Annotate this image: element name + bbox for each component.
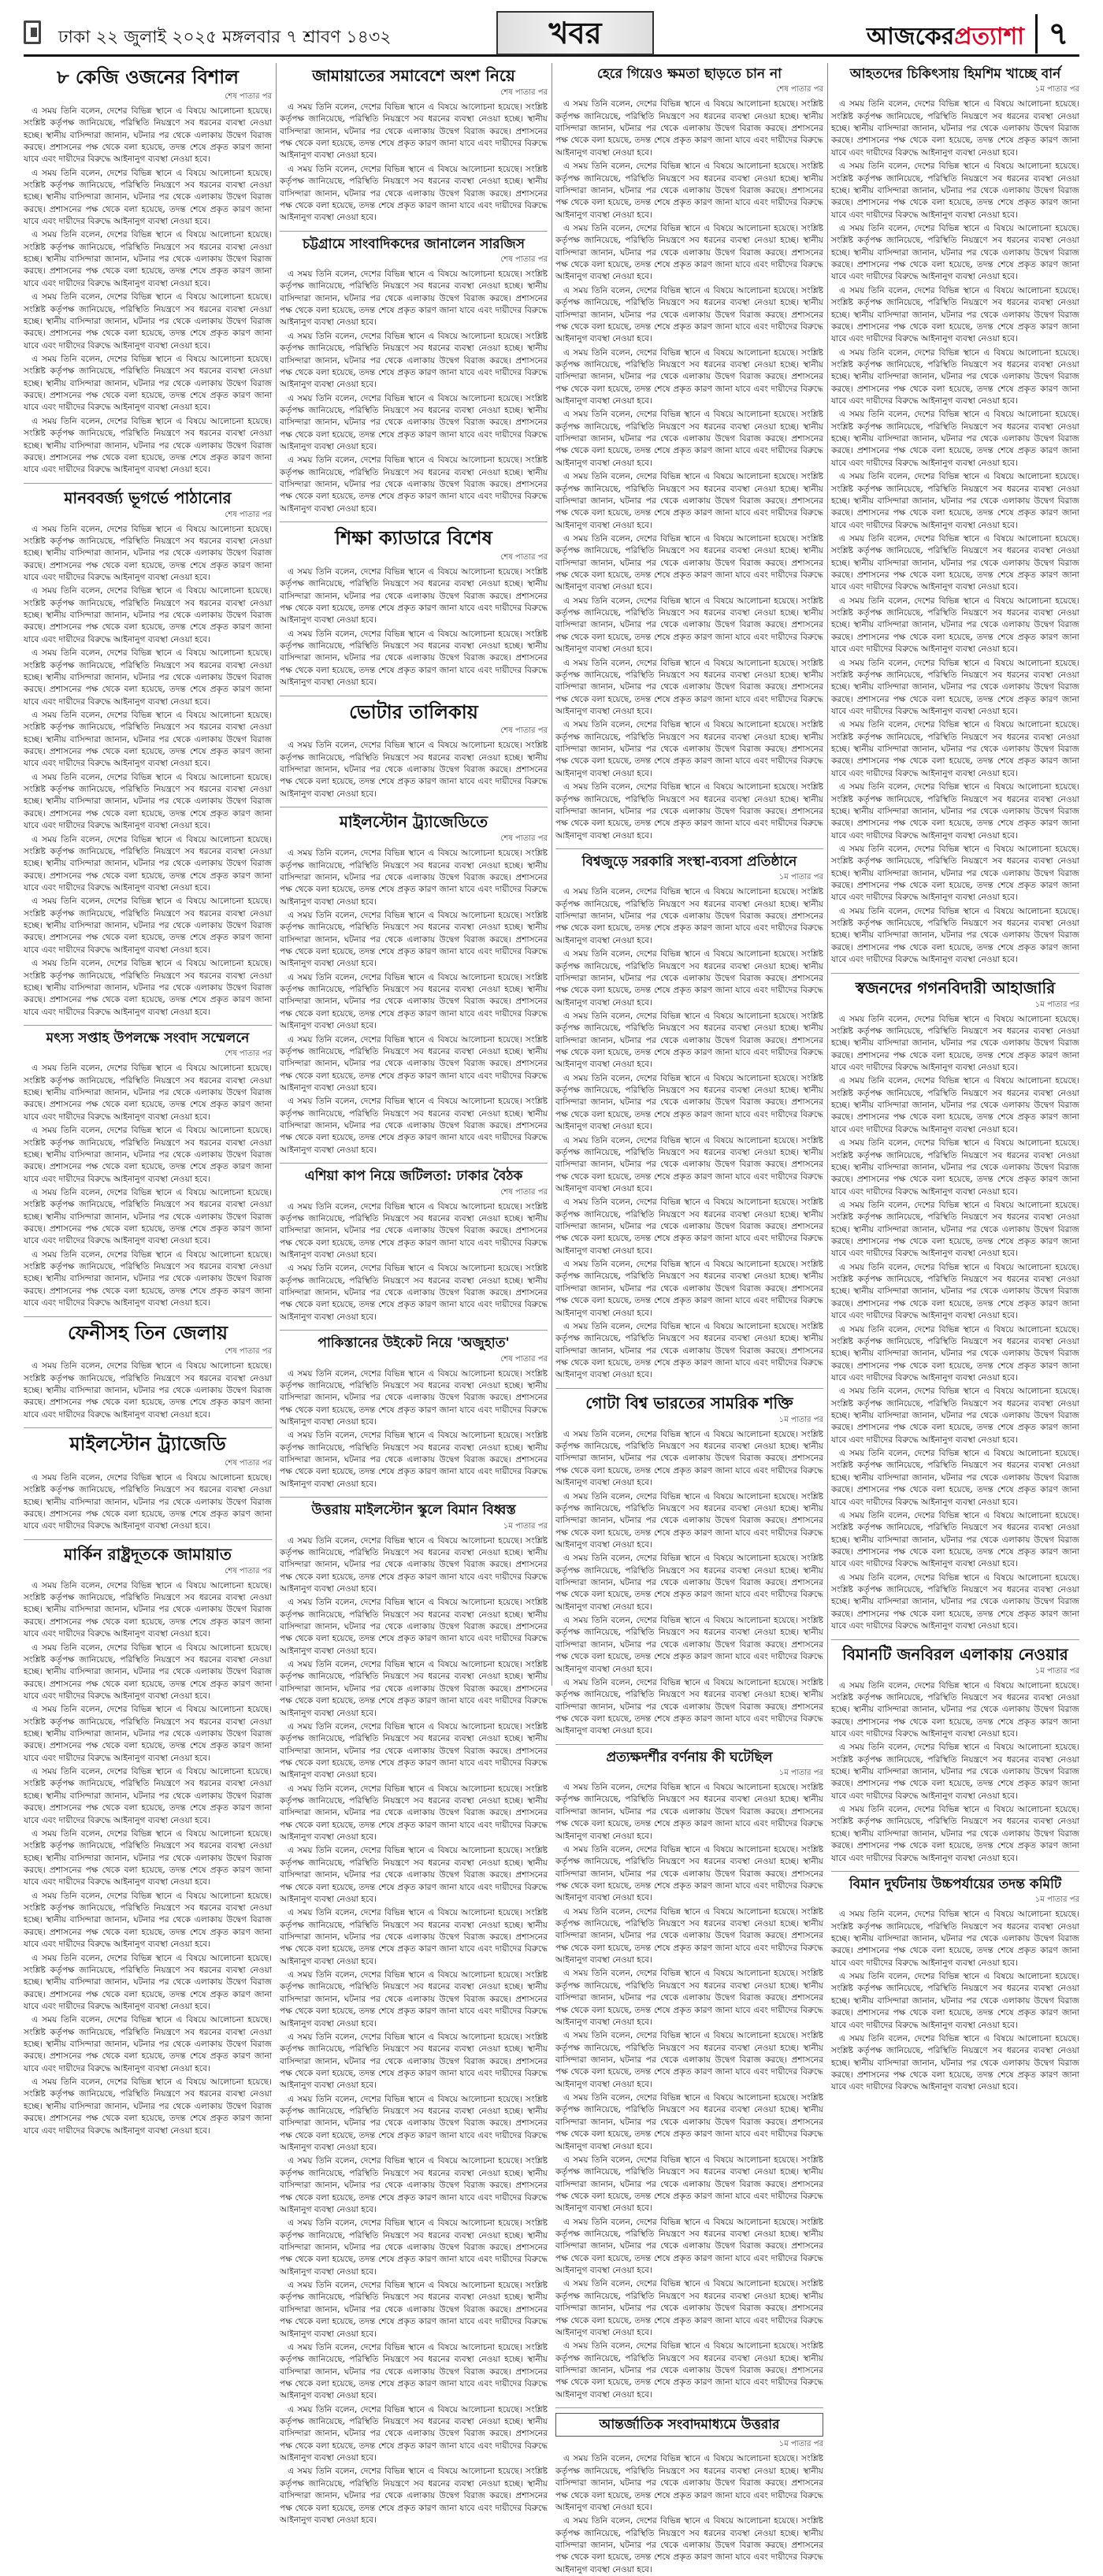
story-headline: ৮ কেজি ওজনের বিশাল	[56, 65, 240, 88]
story-separator	[24, 1539, 272, 1540]
story-paragraph: এ সময় তিনি বলেন, দেশের বিভিন্ন স্থানে এ বিষয়ে আলোচনা হয়েছে। সংশ্লিষ্ট কর্তৃপক্ষ জানিয়েছে, পরিস্থিতি নিয়ন্ত্রণে সব ধরনের ব্যবস্থা নেওয়া হচ্ছে। স্থানীয় বাসিন্দারা জানান, ঘটনার পর থেকে এলাকায় উদ্বেগ বিরাজ করছে। প্রশাসনের পক্ষ থেকে বলা হয়েছে, তদন্ত শেষে প্রকৃত কারণ জানা যাবে এবং দায়ীদের বিরুদ্ধে আইনানুগ ব্যবস্থা নেওয়া হবে।	[24, 1580, 272, 1639]
story-body	[555, 98, 823, 842]
column-2	[280, 63, 548, 2525]
story-paragraph: এ সময় তিনি বলেন, দেশের বিভিন্ন স্থানে এ বিষয়ে আলোচনা হয়েছে। সংশ্লিষ্ট কর্তৃপক্ষ জানিয়েছে, পরিস্থিতি নিয়ন্ত্রণে সব ধরনের ব্যবস্থা নেওয়া হচ্ছে। স্থানীয় বাসিন্দারা জানান, ঘটনার পর থেকে এলাকায় উদ্বেগ বিরাজ করছে। প্রশাসনের পক্ষ থেকে বলা হয়েছে, তদন্ত শেষে প্রকৃত কারণ জানা যাবে এবং দায়ীদের বিরুদ্ধে আইনানুগ ব্যবস্থা নেওয়া হবে।	[555, 1844, 823, 1903]
news-story	[831, 978, 1079, 1633]
story-paragraph: এ সময় তিনি বলেন, দেশের বিভিন্ন স্থানে এ বিষয়ে আলোচনা হয়েছে। সংশ্লিষ্ট কর্তৃপক্ষ জানিয়েছে, পরিস্থিতি নিয়ন্ত্রণে সব ধরনের ব্যবস্থা নেওয়া হচ্ছে। স্থানীয় বাসিন্দারা জানান, ঘটনার পর থেকে এলাকায় উদ্বেগ বিরাজ করছে। প্রশাসনের পক্ষ থেকে বলা হয়েছে, তদন্ত শেষে প্রকৃত কারণ জানা যাবে এবং দায়ীদের বিরুদ্ধে আইনানুগ ব্যবস্থা নেওয়া হবে।	[555, 1906, 823, 1965]
story-paragraph: এ সময় তিনি বলেন, দেশের বিভিন্ন স্থানে এ বিষয়ে আলোচনা হয়েছে। সংশ্লিষ্ট কর্তৃপক্ষ জানিয়েছে, পরিস্থিতি নিয়ন্ত্রণে সব ধরনের ব্যবস্থা নেওয়া হচ্ছে। স্থানীয় বাসিন্দারা জানান, ঘটনার পর থেকে এলাকায় উদ্বেগ বিরাজ করছে। প্রশাসনের পক্ষ থেকে বলা হয়েছে, তদন্ত শেষে প্রকৃত কারণ জানা যাবে এবং দায়ীদের বিরুদ্ধে আইনানুগ ব্যবস্থা নেওয়া হবে।	[831, 99, 1079, 158]
story-body	[24, 524, 272, 1019]
story-separator	[24, 1316, 272, 1317]
story-headline: হেরে গিয়েও ক্ষমতা ছাড়তে চান না	[596, 66, 782, 82]
story-paragraph: এ সময় তিনি বলেন, দেশের বিভিন্ন স্থানে এ বিষয়ে আলোচনা হয়েছে। সংশ্লিষ্ট কর্তৃপক্ষ জানিয়েছে, পরিস্থিতি নিয়ন্ত্রণে সব ধরনের ব্যবস্থা নেওয়া হচ্ছে। স্থানীয় বাসিন্দারা জানান, ঘটনার পর থেকে এলাকায় উদ্বেগ বিরাজ করছে। প্রশাসনের পক্ষ থেকে বলা হয়েছে, তদন্ত শেষে প্রকৃত কারণ জানা যাবে এবং দায়ীদের বিরুদ্ধে আইনানুগ ব্যবস্থা নেওয়া হবে।	[24, 2015, 272, 2073]
story-paragraph: এ সময় তিনি বলেন, দেশের বিভিন্ন স্থানে এ বিষয়ে আলোচনা হয়েছে। সংশ্লিষ্ট কর্তৃপক্ষ জানিয়েছে, পরিস্থিতি নিয়ন্ত্রণে সব ধরনের ব্যবস্থা নেওয়া হচ্ছে। স্থানীয় বাসিন্দারা জানান, ঘটনার পর থেকে এলাকায় উদ্বেগ বিরাজ করছে। প্রশাসনের পক্ষ থেকে বলা হয়েছে, তদন্ত শেষে প্রকৃত কারণ জানা যাবে এবং দায়ীদের বিরুদ্ধে আইনানুগ ব্যবস্থা নেওয়া হবে।	[24, 959, 272, 1017]
story-paragraph: এ সময় তিনি বলেন, দেশের বিভিন্ন স্থানে এ বিষয়ে আলোচনা হয়েছে। সংশ্লিষ্ট কর্তৃপক্ষ জানিয়েছে, পরিস্থিতি নিয়ন্ত্রণে সব ধরনের ব্যবস্থা নেওয়া হচ্ছে। স্থানীয় বাসিন্দারা জানান, ঘটনার পর থেকে এলাকায় উদ্বেগ বিরাজ করছে। প্রশাসনের পক্ষ থেকে বলা হয়েছে, তদন্ত শেষে প্রকৃত কারণ জানা যাবে এবং দায়ীদের বিরুদ্ধে আইনানুগ ব্যবস্থা নেওয়া হবে।	[280, 2467, 548, 2525]
story-paragraph: এ সময় তিনি বলেন, দেশের বিভিন্ন স্থানে এ বিষয়ে আলোচনা হয়েছে। সংশ্লিষ্ট কর্তৃপক্ষ জানিয়েছে, পরিস্থিতি নিয়ন্ত্রণে সব ধরনের ব্যবস্থা নেওয়া হচ্ছে। স্থানীয় বাসিন্দারা জানান, ঘটনার পর থেকে এলাকায় উদ্বেগ বিরাজ করছে। প্রশাসনের পক্ষ থেকে বলা হয়েছে, তদন্ত শেষে প্রকৃত কারণ জানা যাবে এবং দায়ীদের বিরুদ্ধে আইনানুগ ব্যবস্থা নেওয়া হবে।	[555, 2217, 823, 2276]
story-paragraph: এ সময় তিনি বলেন, দেশের বিভিন্ন স্থানে এ বিষয়ে আলোচনা হয়েছে। সংশ্লিষ্ট কর্তৃপক্ষ জানিয়েছে, পরিস্থিতি নিয়ন্ত্রণে সব ধরনের ব্যবস্থা নেওয়া হচ্ছে। স্থানীয় বাসিন্দারা জানান, ঘটনার পর থেকে এলাকায় উদ্বেগ বিরাজ করছে। প্রশাসনের পক্ষ থেকে বলা হয়েছে, তদন্ত শেষে প্রকৃত কারণ জানা যাবে এবং দায়ীদের বিরুদ্ধে আইনানুগ ব্যবস্থা নেওয়া হবে।	[24, 834, 272, 893]
story-body	[280, 269, 548, 515]
story-paragraph: এ সময় তিনি বলেন, দেশের বিভিন্ন স্থানে এ বিষয়ে আলোচনা হয়েছে। সংশ্লিষ্ট কর্তৃপক্ষ জানিয়েছে, পরিস্থিতি নিয়ন্ত্রণে সব ধরনের ব্যবস্থা নেওয়া হচ্ছে। স্থানীয় বাসিন্দারা জানান, ঘটনার পর থেকে এলাকায় উদ্বেগ বিরাজ করছে। প্রশাসনের পক্ষ থেকে বলা হয়েছে, তদন্ত শেষে প্রকৃত কারণ জানা যাবে এবং দায়ীদের বিরুদ্ধে আইনানুগ ব্যবস্থা নেওয়া হবে।	[280, 1431, 548, 1489]
story-paragraph: এ সময় তিনি বলেন, দেশের বিভিন্ন স্থানে এ বিষয়ে আলোচনা হয়েছে। সংশ্লিষ্ট কর্তৃপক্ষ জানিয়েছে, পরিস্থিতি নিয়ন্ত্রণে সব ধরনের ব্যবস্থা নেওয়া হচ্ছে। স্থানীয় বাসিন্দারা জানান, ঘটনার পর থেকে এলাকায় উদ্বেগ বিরাজ করছে। প্রশাসনের পক্ষ থেকে বলা হয়েছে, তদন্ত শেষে প্রকৃত কারণ জানা যাবে এবং দায়ীদের বিরুদ্ধে আইনানুগ ব্যবস্থা নেওয়া হবে।	[24, 1361, 272, 1420]
story-paragraph: এ সময় তিনি বলেন, দেশের বিভিন্ন স্থানে এ বিষয়ে আলোচনা হয়েছে। সংশ্লিষ্ট কর্তৃপক্ষ জানিয়েছে, পরিস্থিতি নিয়ন্ত্রণে সব ধরনের ব্যবস্থা নেওয়া হচ্ছে। স্থানীয় বাসিন্দারা জানান, ঘটনার পর থেকে এলাকায় উদ্বেগ বিরাজ করছে। প্রশাসনের পক্ষ থেকে বলা হয়েছে, তদন্ত শেষে প্রকৃত কারণ জানা যাবে এবং দায়ীদের বিরুদ্ধে আইনানুগ ব্যবস্থা নেওয়া হবে।	[831, 844, 1079, 903]
story-paragraph: এ সময় তিনি বলেন, দেশের বিভিন্ন স্থানে এ বিষয়ে আলোচনা হয়েছে। সংশ্লিষ্ট কর্তৃপক্ষ জানিয়েছে, পরিস্থিতি নিয়ন্ত্রণে সব ধরনের ব্যবস্থা নেওয়া হচ্ছে। স্থানীয় বাসিন্দারা জানান, ঘটনার পর থেকে এলাকায় উদ্বেগ বিরাজ করছে। প্রশাসনের পক্ষ থেকে বলা হয়েছে, তদন্ত শেষে প্রকৃত কারণ জানা যাবে এবং দায়ীদের বিরুদ্ধে আইনানুগ ব্যবস্থা নেওয়া হবে।	[831, 1076, 1079, 1134]
story-paragraph: এ সময় তিনি বলেন, দেশের বিভিন্ন স্থানে এ বিষয়ে আলোচনা হয়েছে। সংশ্লিষ্ট কর্তৃপক্ষ জানিয়েছে, পরিস্থিতি নিয়ন্ত্রণে সব ধরনের ব্যবস্থা নেওয়া হচ্ছে। স্থানীয় বাসিন্দারা জানান, ঘটনার পর থেকে এলাকায় উদ্বেগ বিরাজ করছে। প্রশাসনের পক্ষ থেকে বলা হয়েছে, তদন্ত শেষে প্রকৃত কারণ জানা যাবে এবং দায়ীদের বিরুদ্ধে আইনানুগ ব্যবস্থা নেওয়া হবে।	[555, 2031, 823, 2089]
story-headline: আহতদের চিকিৎসায় হিমশিম খাচ্ছে বার্ন	[849, 66, 1061, 82]
story-paragraph: এ সময় তিনি বলেন, দেশের বিভিন্ন স্থানে এ বিষয়ে আলোচনা হয়েছে। সংশ্লিষ্ট কর্তৃপক্ষ জানিয়েছে, পরিস্থিতি নিয়ন্ত্রণে সব ধরনের ব্যবস্থা নেওয়া হচ্ছে। স্থানীয় বাসিন্দারা জানান, ঘটনার পর থেকে এলাকায় উদ্বেগ বিরাজ করছে। প্রশাসনের পক্ষ থেকে বলা হয়েছে, তদন্ত শেষে প্রকৃত কারণ জানা যাবে এবং দায়ীদের বিরুদ্ধে আইনানুগ ব্যবস্থা নেওয়া হবে।	[555, 99, 823, 158]
story-separator	[831, 973, 1079, 974]
story-headline: বিশ্বজুড়ে সরকারি সংস্থা-ব্যবসা প্রতিষ্ঠানে	[581, 853, 797, 870]
story-paragraph: এ সময় তিনি বলেন, দেশের বিভিন্ন স্থানে এ বিষয়ে আলোচনা হয়েছে। সংশ্লিষ্ট কর্তৃপক্ষ জানিয়েছে, পরিস্থিতি নিয়ন্ত্রণে সব ধরনের ব্যবস্থা নেওয়া হচ্ছে। স্থানীয় বাসিন্দারা জানান, ঘটনার পর থেকে এলাকায় উদ্বেগ বিরাজ করছে। প্রশাসনের পক্ষ থেকে বলা হয়েছে, তদন্ত শেষে প্রকৃত কারণ জানা যাবে এবং দায়ীদের বিরুদ্ধে আইনানুগ ব্যবস্থা নেওয়া হবে।	[555, 1260, 823, 1318]
column-divider	[827, 63, 828, 1686]
story-paragraph: এ সময় তিনি বলেন, দেশের বিভিন্ন স্থানে এ বিষয়ে আলোচনা হয়েছে। সংশ্লিষ্ট কর্তৃপক্ষ জানিয়েছে, পরিস্থিতি নিয়ন্ত্রণে সব ধরনের ব্যবস্থা নেওয়া হচ্ছে। স্থানীয় বাসিন্দারা জানান, ঘটনার পর থেকে এলাকায় উদ্বেগ বিরাজ করছে। প্রশাসনের পক্ষ থেকে বলা হয়েছে, তদন্ত শেষে প্রকৃত কারণ জানা যাবে এবং দায়ীদের বিরুদ্ধে আইনানুগ ব্যবস্থা নেওয়া হবে।	[831, 1972, 1079, 2030]
news-story	[831, 1645, 1079, 1865]
continuation-note: শেষ পাতার পর	[225, 1347, 272, 1357]
story-headline: উত্তরায় মাইলস্টোন স্কুলে বিমান বিধ্বস্ত	[311, 1502, 516, 1519]
story-paragraph: এ সময় তিনি বলেন, দেশের বিভিন্ন স্থানে এ বিষয়ে আলোচনা হয়েছে। সংশ্লিষ্ট কর্তৃপক্ষ জানিয়েছে, পরিস্থিতি নিয়ন্ত্রণে সব ধরনের ব্যবস্থা নেওয়া হচ্ছে। স্থানীয় বাসিন্দারা জানান, ঘটনার পর থেকে এলাকায় উদ্বেগ বিরাজ করছে। প্রশাসনের পক্ষ থেকে বলা হয়েছে, তদন্ত শেষে প্রকৃত কারণ জানা যাবে এবং দায়ীদের বিরুদ্ধে আইনানুগ ব্যবস্থা নেওয়া হবে।	[280, 629, 548, 688]
story-paragraph: এ সময় তিনি বলেন, দেশের বিভিন্ন স্থানে এ বিষয়ে আলোচনা হয়েছে। সংশ্লিষ্ট কর্তৃপক্ষ জানিয়েছে, পরিস্থিতি নিয়ন্ত্রণে সব ধরনের ব্যবস্থা নেওয়া হচ্ছে। স্থানীয় বাসিন্দারা জানান, ঘটনার পর থেকে এলাকায় উদ্বেগ বিরাজ করছে। প্রশাসনের পক্ষ থেকে বলা হয়েছে, তদন্ত শেষে প্রকৃত কারণ জানা যাবে এবং দায়ীদের বিরুদ্ধে আইনানুগ ব্যবস্থা নেওয়া হবে।	[555, 410, 823, 468]
news-story	[280, 236, 548, 516]
story-body	[555, 886, 823, 1381]
story-paragraph: এ সময় তিনি বলেন, দেশের বিভিন্ন স্থানে এ বিষয়ে আলোচনা হয়েছে। সংশ্লিষ্ট কর্তৃপক্ষ জানিয়েছে, পরিস্থিতি নিয়ন্ত্রণে সব ধরনের ব্যবস্থা নেওয়া হচ্ছে। স্থানীয় বাসিন্দারা জানান, ঘটনার পর থেকে এলাকায় উদ্বেগ বিরাজ করছে। প্রশাসনের পক্ষ থেকে বলা হয়েছে, তদন্ত শেষে প্রকৃত কারণ জানা যাবে এবং দায়ীদের বিরুদ্ধে আইনানুগ ব্যবস্থা নেওয়া হবে।	[831, 782, 1079, 841]
news-story	[24, 1030, 272, 1310]
page-corner-icon	[24, 20, 41, 44]
story-paragraph: এ সময় তিনি বলেন, দেশের বিভিন্ন স্থানে এ বিষয়ে আলোচনা হয়েছে। সংশ্লিষ্ট কর্তৃপক্ষ জানিয়েছে, পরিস্থিতি নিয়ন্ত্রণে সব ধরনের ব্যবস্থা নেওয়া হচ্ছে। স্থানীয় বাসিন্দারা জানান, ঘটনার পর থেকে এলাকায় উদ্বেগ বিরাজ করছে। প্রশাসনের পক্ষ থেকে বলা হয়েছে, তদন্ত শেষে প্রকৃত কারণ জানা যাবে এবং দায়ীদের বিরুদ্ধে আইনানুগ ব্যবস্থা নেওয়া হবে।	[555, 720, 823, 778]
story-paragraph: এ সময় তিনি বলেন, দেশের বিভিন্ন স্থানে এ বিষয়ে আলোচনা হয়েছে। সংশ্লিষ্ট কর্তৃপক্ষ জানিয়েছে, পরিস্থিতি নিয়ন্ত্রণে সব ধরনের ব্যবস্থা নেওয়া হচ্ছে। স্থানীয় বাসিন্দারা জানান, ঘটনার পর থেকে এলাকায় উদ্বেগ বিরাজ করছে। প্রশাসনের পক্ষ থেকে বলা হয়েছে, তদন্ত শেষে প্রকৃত কারণ জানা যাবে এবং দায়ীদের বিরুদ্ধে আইনানুগ ব্যবস্থা নেওয়া হবে।	[24, 354, 272, 413]
story-paragraph: এ সময় তিনি বলেন, দেশের বিভিন্ন স্থানে এ বিষয়ে আলোচনা হয়েছে। সংশ্লিষ্ট কর্তৃপক্ষ জানিয়েছে, পরিস্থিতি নিয়ন্ত্রণে সব ধরনের ব্যবস্থা নেওয়া হচ্ছে। স্থানীয় বাসিন্দারা জানান, ঘটনার পর থেকে এলাকায় উদ্বেগ বিরাজ করছে। প্রশাসনের পক্ষ থেকে বলা হয়েছে, তদন্ত শেষে প্রকৃত কারণ জানা যাবে এবং দায়ীদের বিরুদ্ধে আইনানুগ ব্যবস্থা নেওয়া হবে।	[555, 1969, 823, 2027]
story-headline: মৎস্য সপ্তাহ উপলক্ষে সংবাদ সম্মেলনে	[46, 1030, 250, 1046]
story-paragraph: এ সময় তিনি বলেন, দেশের বিভিন্ন স্থানে এ বিষয়ে আলোচনা হয়েছে। সংশ্লিষ্ট কর্তৃপক্ষ জানিয়েছে, পরিস্থিতি নিয়ন্ত্রণে সব ধরনের ব্যবস্থা নেওয়া হচ্ছে। স্থানীয় বাসিন্দারা জানান, ঘটনার পর থেকে এলাকায় উদ্বেগ বিরাজ করছে। প্রশাসনের পক্ষ থেকে বলা হয়েছে, তদন্ত শেষে প্রকৃত কারণ জানা যাবে এবং দায়ীদের বিরুদ্ধে আইনানুগ ব্যবস্থা নেওয়া হবে।	[24, 524, 272, 583]
story-separator	[24, 483, 272, 484]
story-paragraph: এ সময় তিনি বলেন, দেশের বিভিন্ন স্থানে এ বিষয়ে আলোচনা হয়েছে। সংশ্লিষ্ট কর্তৃপক্ষ জানিয়েছে, পরিস্থিতি নিয়ন্ত্রণে সব ধরনের ব্যবস্থা নেওয়া হচ্ছে। স্থানীয় বাসিন্দারা জানান, ঘটনার পর থেকে এলাকায় উদ্বেগ বিরাজ করছে। প্রশাসনের পক্ষ থেকে বলা হয়েছে, তদন্ত শেষে প্রকৃত কারণ জানা যাবে এবং দায়ীদের বিরুদ্ধে আইনানুগ ব্যবস্থা নেওয়া হবে।	[555, 285, 823, 344]
column-4	[831, 63, 1079, 2092]
story-paragraph: এ সময় তিনি বলেন, দেশের বিভিন্ন স্থানে এ বিষয়ে আলোচনা হয়েছে। সংশ্লিষ্ট কর্তৃপক্ষ জানিয়েছে, পরিস্থিতি নিয়ন্ত্রণে সব ধরনের ব্যবস্থা নেওয়া হচ্ছে। স্থানীয় বাসিন্দারা জানান, ঘটনার পর থেকে এলাকায় উদ্বেগ বিরাজ করছে। প্রশাসনের পক্ষ থেকে বলা হয়েছে, তদন্ত শেষে প্রকৃত কারণ জানা যাবে এবং দায়ীদের বিরুদ্ধে আইনানুগ ব্যবস্থা নেওয়া হবে।	[24, 1063, 272, 1122]
story-paragraph: এ সময় তিনি বলেন, দেশের বিভিন্ন স্থানে এ বিষয়ে আলোচনা হয়েছে। সংশ্লিষ্ট কর্তৃপক্ষ জানিয়েছে, পরিস্থিতি নিয়ন্ত্রণে সব ধরনের ব্যবস্থা নেওয়া হচ্ছে। স্থানীয় বাসিন্দারা জানান, ঘটনার পর থেকে এলাকায় উদ্বেগ বিরাজ করছে। প্রশাসনের পক্ষ থেকে বলা হয়েছে, তদন্ত শেষে প্রকৃত কারণ জানা যাবে এবং দায়ীদের বিরুদ্ধে আইনানুগ ব্যবস্থা নেওয়া হবে।	[24, 1828, 272, 1887]
story-paragraph: এ সময় তিনি বলেন, দেশের বিভিন্ন স্থানে এ বিষয়ে আলোচনা হয়েছে। সংশ্লিষ্ট কর্তৃপক্ষ জানিয়েছে, পরিস্থিতি নিয়ন্ত্রণে সব ধরনের ব্যবস্থা নেওয়া হচ্ছে। স্থানীয় বাসিন্দারা জানান, ঘটনার পর থেকে এলাকায় উদ্বেগ বিরাজ করছে। প্রশাসনের পক্ষ থেকে বলা হয়েছে, তদন্ত শেষে প্রকৃত কারণ জানা যাবে এবং দায়ীদের বিরুদ্ধে আইনানুগ ব্যবস্থা নেওয়া হবে।	[280, 1034, 548, 1093]
story-paragraph: এ সময় তিনি বলেন, দেশের বিভিন্ন স্থানে এ বিষয়ে আলোচনা হয়েছে। সংশ্লিষ্ট কর্তৃপক্ষ জানিয়েছে, পরিস্থিতি নিয়ন্ত্রণে সব ধরনের ব্যবস্থা নেওয়া হচ্ছে। স্থানীয় বাসিন্দারা জানান, ঘটনার পর থেকে এলাকায় উদ্বেগ বিরাজ করছে। প্রশাসনের পক্ষ থেকে বলা হয়েছে, তদন্ত শেষে প্রকৃত কারণ জানা যাবে এবং দায়ীদের বিরুদ্ধে আইনানুগ ব্যবস্থা নেওয়া হবে।	[831, 1510, 1079, 1569]
story-paragraph: এ সময় তিনি বলেন, দেশের বিভিন্ন স্থানে এ বিষয়ে আলোচনা হয়েছে। সংশ্লিষ্ট কর্তৃপক্ষ জানিয়েছে, পরিস্থিতি নিয়ন্ত্রণে সব ধরনের ব্যবস্থা নেওয়া হচ্ছে। স্থানীয় বাসিন্দারা জানান, ঘটনার পর থেকে এলাকায় উদ্বেগ বিরাজ করছে। প্রশাসনের পক্ষ থেকে বলা হয়েছে, তদন্ত শেষে প্রকৃত কারণ জানা যাবে এবং দায়ীদের বিরুদ্ধে আইনানুগ ব্যবস্থা নেওয়া হবে।	[831, 906, 1079, 965]
story-paragraph: এ সময় তিনি বলেন, দেশের বিভিন্ন স্থানে এ বিষয়ে আলোচনা হয়েছে। সংশ্লিষ্ট কর্তৃপক্ষ জানিয়েছে, পরিস্থিতি নিয়ন্ত্রণে সব ধরনের ব্যবস্থা নেওয়া হচ্ছে। স্থানীয় বাসিন্দারা জানান, ঘটনার পর থেকে এলাকায় উদ্বেগ বিরাজ করছে। প্রশাসনের পক্ষ থেকে বলা হয়েছে, তদন্ত শেষে প্রকৃত কারণ জানা যাবে এবং দায়ীদের বিরুদ্ধে আইনানুগ ব্যবস্থা নেওয়া হবে।	[280, 910, 548, 969]
story-paragraph: এ সময় তিনি বলেন, দেশের বিভিন্ন স্থানে এ বিষয়ে আলোচনা হয়েছে। সংশ্লিষ্ট কর্তৃপক্ষ জানিয়েছে, পরিস্থিতি নিয়ন্ত্রণে সব ধরনের ব্যবস্থা নেওয়া হচ্ছে। স্থানীয় বাসিন্দারা জানান, ঘটনার পর থেকে এলাকায় উদ্বেগ বিরাজ করছে। প্রশাসনের পক্ষ থেকে বলা হয়েছে, তদন্ত শেষে প্রকৃত কারণ জানা যাবে এবং দায়ীদের বিরুদ্ধে আইনানুগ ব্যবস্থা নেওয়া হবে।	[831, 410, 1079, 468]
story-paragraph: এ সময় তিনি বলেন, দেশের বিভিন্ন স্থানে এ বিষয়ে আলোচনা হয়েছে। সংশ্লিষ্ট কর্তৃপক্ষ জানিয়েছে, পরিস্থিতি নিয়ন্ত্রণে সব ধরনের ব্যবস্থা নেওয়া হচ্ছে। স্থানীয় বাসিন্দারা জানান, ঘটনার পর থেকে এলাকায় উদ্বেগ বিরাজ করছে। প্রশাসনের পক্ষ থেকে বলা হয়েছে, তদন্ত শেষে প্রকৃত কারণ জানা যাবে এবং দায়ীদের বিরুদ্ধে আইনানুগ ব্যবস্থা নেওয়া হবে।	[280, 102, 548, 161]
story-paragraph: এ সময় তিনি বলেন, দেশের বিভিন্ন স্থানে এ বিষয়ে আলোচনা হয়েছে। সংশ্লিষ্ট কর্তৃপক্ষ জানিয়েছে, পরিস্থিতি নিয়ন্ত্রণে সব ধরনের ব্যবস্থা নেওয়া হচ্ছে। স্থানীয় বাসিন্দারা জানান, ঘটনার পর থেকে এলাকায় উদ্বেগ বিরাজ করছে। প্রশাসনের পক্ষ থেকে বলা হয়েছে, তদন্ত শেষে প্রকৃত কারণ জানা যাবে এবং দায়ীদের বিরুদ্ধে আইনানুগ ব্যবস্থা নেওয়া হবে।	[280, 2032, 548, 2091]
story-paragraph: এ সময় তিনি বলেন, দেশের বিভিন্ন স্থানে এ বিষয়ে আলোচনা হয়েছে। সংশ্লিষ্ট কর্তৃপক্ষ জানিয়েছে, পরিস্থিতি নিয়ন্ত্রণে সব ধরনের ব্যবস্থা নেওয়া হচ্ছে। স্থানীয় বাসিন্দারা জানান, ঘটনার পর থেকে এলাকায় উদ্বেগ বিরাজ করছে। প্রশাসনের পক্ষ থেকে বলা হয়েছে, তদন্ত শেষে প্রকৃত কারণ জানা যাবে এবং দায়ীদের বিরুদ্ধে আইনানুগ ব্যবস্থা নেওয়া হবে।	[831, 285, 1079, 344]
story-paragraph: এ সময় তিনি বলেন, দেশের বিভিন্ন স্থানে এ বিষয়ে আলোচনা হয়েছে। সংশ্লিষ্ট কর্তৃপক্ষ জানিয়েছে, পরিস্থিতি নিয়ন্ত্রণে সব ধরনের ব্যবস্থা নেওয়া হচ্ছে। স্থানীয় বাসিন্দারা জানান, ঘটনার পর থেকে এলাকায় উদ্বেগ বিরাজ করছে। প্রশাসনের পক্ষ থেকে বলা হয়েছে, তদন্ত শেষে প্রকৃত কারণ জানা যাবে এবং দায়ীদের বিরুদ্ধে আইনানুগ ব্যবস্থা নেওয়া হবে।	[831, 533, 1079, 592]
story-headline: প্রত্যক্ষদর্শীর বর্ণনায় কী ঘটেছিল	[606, 1749, 773, 1765]
news-story	[831, 66, 1079, 967]
story-paragraph: এ সময় তিনি বলেন, দেশের বিভিন্ন স্থানে এ বিষয়ে আলোচনা হয়েছে। সংশ্লিষ্ট কর্তৃপক্ষ জানিয়েছে, পরিস্থিতি নিয়ন্ত্রণে সব ধরনের ব্যবস্থা নেওয়া হচ্ছে। স্থানীয় বাসিন্দারা জানান, ঘটনার পর থেকে এলাকায় উদ্বেগ বিরাজ করছে। প্রশাসনের পক্ষ থেকে বলা হয়েছে, তদন্ত শেষে প্রকৃত কারণ জানা যাবে এবং দায়ীদের বিরুদ্ধে আইনানুগ ব্যবস্থা নেওয়া হবে।	[24, 230, 272, 288]
story-separator	[280, 1163, 548, 1164]
story-paragraph: এ সময় তিনি বলেন, দেশের বিভিন্ন স্থানে এ বিষয়ে আলোচনা হয়েছে। সংশ্লিষ্ট কর্তৃপক্ষ জানিয়েছে, পরিস্থিতি নিয়ন্ত্রণে সব ধরনের ব্যবস্থা নেওয়া হচ্ছে। স্থানীয় বাসিন্দারা জানান, ঘটনার পর থেকে এলাকায় উদ্বেগ বিরাজ করছে। প্রশাসনের পক্ষ থেকে বলা হয়েছে, তদন্ত শেষে প্রকৃত কারণ জানা যাবে এবং দায়ীদের বিরুদ্ধে আইনানুগ ব্যবস্থা নেওয়া হবে।	[831, 1386, 1079, 1445]
story-headline: পাকিস্তানের উইকেট নিয়ে 'অজুহাত'	[318, 1335, 510, 1352]
story-paragraph: এ সময় তিনি বলেন, দেশের বিভিন্ন স্থানে এ বিষয়ে আলোচনা হয়েছে। সংশ্লিষ্ট কর্তৃপক্ষ জানিয়েছে, পরিস্থিতি নিয়ন্ত্রণে সব ধরনের ব্যবস্থা নেওয়া হচ্ছে। স্থানীয় বাসিন্দারা জানান, ঘটনার পর থেকে এলাকায় উদ্বেগ বিরাজ করছে। প্রশাসনের পক্ষ থেকে বলা হয়েছে, তদন্ত শেষে প্রকৃত কারণ জানা যাবে এবং দায়ীদের বিরুদ্ধে আইনানুগ ব্যবস্থা নেওয়া হবে।	[24, 106, 272, 165]
continuation-note: শেষ পাতার পর	[500, 552, 548, 562]
story-paragraph: এ সময় তিনি বলেন, দেশের বিভিন্ন স্থানে এ বিষয়ে আলোচনা হয়েছে। সংশ্লিষ্ট কর্তৃপক্ষ জানিয়েছে, পরিস্থিতি নিয়ন্ত্রণে সব ধরনের ব্যবস্থা নেওয়া হচ্ছে। স্থানীয় বাসিন্দারা জানান, ঘটনার পর থেকে এলাকায় উদ্বেগ বিরাজ করছে। প্রশাসনের পক্ষ থেকে বলা হয়েছে, তদন্ত শেষে প্রকৃত কারণ জানা যাবে এবং দায়ীদের বিরুদ্ধে আইনানুগ ব্যবস্থা নেওয়া হবে।	[831, 1743, 1079, 1801]
story-paragraph: এ সময় তিনি বলেন, দেশের বিভিন্ন স্থানে এ বিষয়ে আলোচনা হয়েছে। সংশ্লিষ্ট কর্তৃপক্ষ জানিয়েছে, পরিস্থিতি নিয়ন্ত্রণে সব ধরনের ব্যবস্থা নেওয়া হচ্ছে। স্থানীয় বাসিন্দারা জানান, ঘটনার পর থেকে এলাকায় উদ্বেগ বিরাজ করছে। প্রশাসনের পক্ষ থেকে বলা হয়েছে, তদন্ত শেষে প্রকৃত কারণ জানা যাবে এবং দায়ীদের বিরুদ্ধে আইনানুগ ব্যবস্থা নেওয়া হবে।	[555, 1321, 823, 1380]
continuation-note: শেষ পাতার পর	[225, 510, 272, 519]
continuation-note: ১ম পাতার পর	[778, 2440, 823, 2449]
story-paragraph: এ সময় তিনি বলেন, দেশের বিভিন্ন স্থানে এ বিষয়ে আলোচনা হয়েছে। সংশ্লিষ্ট কর্তৃপক্ষ জানিয়েছে, পরিস্থিতি নিয়ন্ত্রণে সব ধরনের ব্যবস্থা নেওয়া হচ্ছে। স্থানীয় বাসিন্দারা জানান, ঘটনার পর থেকে এলাকায় উদ্বেগ বিরাজ করছে। প্রশাসনের পক্ষ থেকে বলা হয়েছে, তদন্ত শেষে প্রকৃত কারণ জানা যাবে এবং দায়ীদের বিরুদ্ধে আইনানুগ ব্যবস্থা নেওয়া হবে।	[555, 1197, 823, 1256]
story-headline: শিক্ষা ক্যাডারে বিশেষ	[335, 526, 492, 550]
story-paragraph: এ সময় তিনি বলেন, দেশের বিভিন্ন স্থানে এ বিষয়ে আলোচনা হয়েছে। সংশ্লিষ্ট কর্তৃপক্ষ জানিয়েছে, পরিস্থিতি নিয়ন্ত্রণে সব ধরনের ব্যবস্থা নেওয়া হচ্ছে। স্থানীয় বাসিন্দারা জানান, ঘটনার পর থেকে এলাকায় উদ্বেগ বিরাজ করছে। প্রশাসনের পক্ষ থেকে বলা হয়েছে, তদন্ত শেষে প্রকৃত কারণ জানা যাবে এবং দায়ীদের বিরুদ্ধে আইনানুগ ব্যবস্থা নেওয়া হবে।	[24, 1187, 272, 1246]
story-paragraph: এ সময় তিনি বলেন, দেশের বিভিন্ন স্থানে এ বিষয়ে আলোচনা হয়েছে। সংশ্লিষ্ট কর্তৃপক্ষ জানিয়েছে, পরিস্থিতি নিয়ন্ত্রণে সব ধরনের ব্যবস্থা নেওয়া হচ্ছে। স্থানীয় বাসিন্দারা জানান, ঘটনার পর থেকে এলাকায় উদ্বেগ বিরাজ করছে। প্রশাসনের পক্ষ থেকে বলা হয়েছে, তদন্ত শেষে প্রকৃত কারণ জানা যাবে এবং দায়ীদের বিরুদ্ধে আইনানুগ ব্যবস্থা নেওয়া হবে।	[24, 1891, 272, 1950]
story-body	[24, 1580, 272, 2137]
continuation-note: শেষ পাতার পর	[225, 91, 272, 101]
story-body	[280, 1201, 548, 1324]
story-paragraph: এ সময় তিনি বলেন, দেশের বিভিন্ন স্থানে এ বিষয়ে আলোচনা হয়েছে। সংশ্লিষ্ট কর্তৃপক্ষ জানিয়েছে, পরিস্থিতি নিয়ন্ত্রণে সব ধরনের ব্যবস্থা নেওয়া হচ্ছে। স্থানীয় বাসিন্দারা জানান, ঘটনার পর থেকে এলাকায় উদ্বেগ বিরাজ করছে। প্রশাসনের পক্ষ থেকে বলা হয়েছে, তদন্ত শেষে প্রকৃত কারণ জানা যাবে এবং দায়ীদের বিরুদ্ধে আইনানুগ ব্যবস্থা নেওয়া হবে।	[555, 2516, 823, 2574]
story-body	[24, 1360, 272, 1421]
story-paragraph: এ সময় তিনি বলেন, দেশের বিভিন্ন স্থানে এ বিষয়ে আলোচনা হয়েছে। সংশ্লিষ্ট কর্তৃপক্ষ জানিয়েছে, পরিস্থিতি নিয়ন্ত্রণে সব ধরনের ব্যবস্থা নেওয়া হচ্ছে। স্থানীয় বাসিন্দারা জানান, ঘটনার পর থেকে এলাকায় উদ্বেগ বিরাজ করছে। প্রশাসনের পক্ষ থেকে বলা হয়েছে, তদন্ত শেষে প্রকৃত কারণ জানা যাবে এবং দায়ীদের বিরুদ্ধে আইনানুগ ব্যবস্থা নেওয়া হবে।	[280, 2218, 548, 2277]
story-paragraph: এ সময় তিনি বলেন, দেশের বিভিন্ন স্থানে এ বিষয়ে আলোচনা হয়েছে। সংশ্লিষ্ট কর্তৃপক্ষ জানিয়েছে, পরিস্থিতি নিয়ন্ত্রণে সব ধরনের ব্যবস্থা নেওয়া হচ্ছে। স্থানীয় বাসিন্দারা জানান, ঘটনার পর থেকে এলাকায় উদ্বেগ বিরাজ করছে। প্রশাসনের পক্ষ থেকে বলা হয়েছে, তদন্ত শেষে প্রকৃত কারণ জানা যাবে এবং দায়ীদের বিরুদ্ধে আইনানুগ ব্যবস্থা নেওয়া হবে।	[831, 161, 1079, 220]
story-headline: বিমান দুর্ঘটনায় উচ্চপর্যায়ের তদন্ত কমিটি	[849, 1876, 1062, 1892]
story-body	[280, 102, 548, 225]
story-body	[831, 1014, 1079, 1633]
story-separator	[555, 1744, 823, 1745]
story-paragraph: এ সময় তিনি বলেন, দেশের বিভিন্ন স্থানে এ বিষয়ে আলোচনা হয়েছে। সংশ্লিষ্ট কর্তৃপক্ষ জানিয়েছে, পরিস্থিতি নিয়ন্ত্রণে সব ধরনের ব্যবস্থা নেওয়া হচ্ছে। স্থানীয় বাসিন্দারা জানান, ঘটনার পর থেকে এলাকায় উদ্বেগ বিরাজ করছে। প্রশাসনের পক্ষ থেকে বলা হয়েছে, তদন্ত শেষে প্রকৃত কারণ জানা যাবে এবং দায়ীদের বিরুদ্ধে আইনানুগ ব্যবস্থা নেওয়া হবে।	[831, 2033, 1079, 2092]
story-separator	[280, 1497, 548, 1498]
story-paragraph: এ সময় তিনি বলেন, দেশের বিভিন্ন স্থানে এ বিষয়ে আলোচনা হয়েছে। সংশ্লিষ্ট কর্তৃপক্ষ জানিয়েছে, পরিস্থিতি নিয়ন্ত্রণে সব ধরনের ব্যবস্থা নেওয়া হচ্ছে। স্থানীয় বাসিন্দারা জানান, ঘটনার পর থেকে এলাকায় উদ্বেগ বিরাজ করছে। প্রশাসনের পক্ষ থেকে বলা হয়েছে, তদন্ত শেষে প্রকৃত কারণ জানা যাবে এবং দায়ীদের বিরুদ্ধে আইনানুগ ব্যবস্থা নেওয়া হবে।	[24, 1705, 272, 1763]
story-separator	[24, 1427, 272, 1428]
story-separator	[555, 2407, 823, 2408]
story-headline: বিমানটি জনবিরল এলাকায় নেওয়ার	[842, 1644, 1068, 1664]
story-paragraph: এ সময় তিনি বলেন, দেশের বিভিন্ন স্থানে এ বিষয়ে আলোচনা হয়েছে। সংশ্লিষ্ট কর্তৃপক্ষ জানিয়েছে, পরিস্থিতি নিয়ন্ত্রণে সব ধরনের ব্যবস্থা নেওয়া হচ্ছে। স্থানীয় বাসিন্দারা জানান, ঘটনার পর থেকে এলাকায় উদ্বেগ বিরাজ করছে। প্রশাসনের পক্ষ থেকে বলা হয়েছে, তদন্ত শেষে প্রকৃত কারণ জানা যাবে এবং দায়ীদের বিরুদ্ধে আইনানুগ ব্যবস্থা নেওয়া হবে।	[280, 331, 548, 390]
story-paragraph: এ সময় তিনি বলেন, দেশের বিভিন্ন স্থানে এ বিষয়ে আলোচনা হয়েছে। সংশ্লিষ্ট কর্তৃপক্ষ জানিয়েছে, পরিস্থিতি নিয়ন্ত্রণে সব ধরনের ব্যবস্থা নেওয়া হচ্ছে। স্থানীয় বাসিন্দারা জানান, ঘটনার পর থেকে এলাকায় উদ্বেগ বিরাজ করছে। প্রশাসনের পক্ষ থেকে বলা হয়েছে, তদন্ত শেষে প্রকৃত কারণ জানা যাবে এবং দায়ীদের বিরুদ্ধে আইনানুগ ব্যবস্থা নেওয়া হবে।	[555, 887, 823, 945]
story-paragraph: এ সময় তিনি বলেন, দেশের বিভিন্ন স্থানে এ বিষয়ে আলোচনা হয়েছে। সংশ্লিষ্ট কর্তৃপক্ষ জানিয়েছে, পরিস্থিতি নিয়ন্ত্রণে সব ধরনের ব্যবস্থা নেওয়া হচ্ছে। স্থানীয় বাসিন্দারা জানান, ঘটনার পর থেকে এলাকায় উদ্বেগ বিরাজ করছে। প্রশাসনের পক্ষ থেকে বলা হয়েছে, তদন্ত শেষে প্রকৃত কারণ জানা যাবে এবং দায়ীদের বিরুদ্ধে আইনানুগ ব্যবস্থা নেওয়া হবে।	[280, 2281, 548, 2339]
continuation-note: শেষ পাতার পর	[776, 85, 823, 95]
story-paragraph: এ সময় তিনি বলেন, দেশের বিভিন্ন স্থানে এ বিষয়ে আলোচনা হয়েছে। সংশ্লিষ্ট কর্তৃপক্ষ জানিয়েছে, পরিস্থিতি নিয়ন্ত্রণে সব ধরনের ব্যবস্থা নেওয়া হচ্ছে। স্থানীয় বাসিন্দারা জানান, ঘটনার পর থেকে এলাকায় উদ্বেগ বিরাজ করছে। প্রশাসনের পক্ষ থেকে বলা হয়েছে, তদন্ত শেষে প্রকৃত কারণ জানা যাবে এবং দায়ীদের বিরুদ্ধে আইনানুগ ব্যবস্থা নেওয়া হবে।	[280, 741, 548, 799]
news-story	[280, 527, 548, 689]
story-body	[24, 1472, 272, 1533]
news-story	[280, 1502, 548, 2526]
story-body	[831, 98, 1079, 966]
story-paragraph: এ সময় তিনি বলেন, দেশের বিভিন্ন স্থানে এ বিষয়ে আলোচনা হয়েছে। সংশ্লিষ্ট কর্তৃপক্ষ জানিয়েছে, পরিস্থিতি নিয়ন্ত্রণে সব ধরনের ব্যবস্থা নেওয়া হচ্ছে। স্থানীয় বাসিন্দারা জানান, ঘটনার পর থেকে এলাকায় উদ্বেগ বিরাজ করছে। প্রশাসনের পক্ষ থেকে বলা হয়েছে, তদন্ত শেষে প্রকৃত কারণ জানা যাবে এবং দায়ীদের বিরুদ্ধে আইনানুগ ব্যবস্থা নেওয়া হবে।	[555, 1135, 823, 1193]
newspaper-logo	[867, 17, 1024, 58]
continuation-note: শেষ পাতার পর	[500, 1187, 548, 1197]
story-paragraph: এ সময় তিনি বলেন, দেশের বিভিন্ন স্থানে এ বিষয়ে আলোচনা হয়েছে। সংশ্লিষ্ট কর্তৃপক্ষ জানিয়েছে, পরিস্থিতি নিয়ন্ত্রণে সব ধরনের ব্যবস্থা নেওয়া হচ্ছে। স্থানীয় বাসিন্দারা জানান, ঘটনার পর থেকে এলাকায় উদ্বেগ বিরাজ করছে। প্রশাসনের পক্ষ থেকে বলা হয়েছে, তদন্ত শেষে প্রকৃত কারণ জানা যাবে এবং দায়ীদের বিরুদ্ধে আইনানুগ ব্যবস্থা নেওয়া হবে।	[831, 1200, 1079, 1259]
story-paragraph: এ সময় তিনি বলেন, দেশের বিভিন্ন স্থানে এ বিষয়ে আলোচনা হয়েছে। সংশ্লিষ্ট কর্তৃপক্ষ জানিয়েছে, পরিস্থিতি নিয়ন্ত্রণে সব ধরনের ব্যবস্থা নেওয়া হচ্ছে। স্থানীয় বাসিন্দারা জানান, ঘটনার পর থেকে এলাকায় উদ্বেগ বিরাজ করছে। প্রশাসনের পক্ষ থেকে বলা হয়েছে, তদন্ত শেষে প্রকৃত কারণ জানা যাবে এবং দায়ীদের বিরুদ্ধে আইনানুগ ব্যবস্থা নেওয়া হবে।	[24, 1953, 272, 2011]
continuation-note: শেষ পাতার পর	[500, 726, 548, 736]
story-paragraph: এ সময় তিনি বলেন, দেশের বিভিন্ন স্থানে এ বিষয়ে আলোচনা হয়েছে। সংশ্লিষ্ট কর্তৃপক্ষ জানিয়েছে, পরিস্থিতি নিয়ন্ত্রণে সব ধরনের ব্যবস্থা নেওয়া হচ্ছে। স্থানীয় বাসিন্দারা জানান, ঘটনার পর থেকে এলাকায় উদ্বেগ বিরাজ করছে। প্রশাসনের পক্ষ থেকে বলা হয়েছে, তদন্ত শেষে প্রকৃত কারণ জানা যাবে এবং দায়ীদের বিরুদ্ধে আইনানুগ ব্যবস্থা নেওয়া হবে।	[280, 1201, 548, 1260]
story-paragraph: এ সময় তিনি বলেন, দেশের বিভিন্ন স্থানে এ বিষয়ে আলোচনা হয়েছে। সংশ্লিষ্ট কর্তৃপক্ষ জানিয়েছে, পরিস্থিতি নিয়ন্ত্রণে সব ধরনের ব্যবস্থা নেওয়া হচ্ছে। স্থানীয় বাসিন্দারা জানান, ঘটনার পর থেকে এলাকায় উদ্বেগ বিরাজ করছে। প্রশাসনের পক্ষ থেকে বলা হয়েছে, তদন্ত শেষে প্রকৃত কারণ জানা যাবে এবং দায়ীদের বিরুদ্ধে আইনানুগ ব্যবস্থা নেওয়া হবে।	[831, 1449, 1079, 1507]
news-story	[555, 1750, 823, 2401]
story-paragraph: এ সময় তিনি বলেন, দেশের বিভিন্ন স্থানে এ বিষয়ে আলোচনা হয়েছে। সংশ্লিষ্ট কর্তৃপক্ষ জানিয়েছে, পরিস্থিতি নিয়ন্ত্রণে সব ধরনের ব্যবস্থা নেওয়া হচ্ছে। স্থানীয় বাসিন্দারা জানান, ঘটনার পর থেকে এলাকায় উদ্বেগ বিরাজ করছে। প্রশাসনের পক্ষ থেকে বলা হয়েছে, তদন্ত শেষে প্রকৃত কারণ জানা যাবে এবং দায়ীদের বিরুদ্ধে আইনানুগ ব্যবস্থা নেওয়া হবে।	[280, 1598, 548, 1656]
story-headline: মাইলস্টোন ট্র্যাজেডি	[69, 1432, 226, 1456]
story-paragraph: এ সময় তিনি বলেন, দেশের বিভিন্ন স্থানে এ বিষয়ে আলোচনা হয়েছে। সংশ্লিষ্ট কর্তৃপক্ষ জানিয়েছে, পরিস্থিতি নিয়ন্ত্রণে সব ধরনের ব্যবস্থা নেওয়া হচ্ছে। স্থানীয় বাসিন্দারা জানান, ঘটনার পর থেকে এলাকায় উদ্বেগ বিরাজ করছে। প্রশাসনের পক্ষ থেকে বলা হয়েছে, তদন্ত শেষে প্রকৃত কারণ জানা যাবে এবং দায়ীদের বিরুদ্ধে আইনানুগ ব্যবস্থা নেওয়া হবে।	[555, 1011, 823, 1070]
story-paragraph: এ সময় তিনি বলেন, দেশের বিভিন্ন স্থানে এ বিষয়ে আলোচনা হয়েছে। সংশ্লিষ্ট কর্তৃপক্ষ জানিয়েছে, পরিস্থিতি নিয়ন্ত্রণে সব ধরনের ব্যবস্থা নেওয়া হচ্ছে। স্থানীয় বাসিন্দারা জানান, ঘটনার পর থেকে এলাকায় উদ্বেগ বিরাজ করছে। প্রশাসনের পক্ষ থেকে বলা হয়েছে, তদন্ত শেষে প্রকৃত কারণ জানা যাবে এবং দায়ীদের বিরুদ্ধে আইনানুগ ব্যবস্থা নেওয়া হবে।	[555, 2279, 823, 2337]
news-story	[555, 2413, 823, 2576]
news-story	[24, 1433, 272, 1533]
news-story	[555, 66, 823, 842]
news-story	[280, 66, 548, 225]
story-paragraph: এ সময় তিনি বলেন, দেশের বিভিন্ন স্থানে এ বিষয়ে আলোচনা হয়েছে। সংশ্লিষ্ট কর্তৃপক্ষ জানিয়েছে, পরিস্থিতি নিয়ন্ত্রণে সব ধরনের ব্যবস্থা নেওয়া হচ্ছে। স্থানীয় বাসিন্দারা জানান, ঘটনার পর থেকে এলাকায় উদ্বেগ বিরাজ করছে। প্রশাসনের পক্ষ থেকে বলা হয়েছে, তদন্ত শেষে প্রকৃত কারণ জানা যাবে এবং দায়ীদের বিরুদ্ধে আইনানুগ ব্যবস্থা নেওয়া হবে।	[280, 1368, 548, 1427]
story-paragraph: এ সময় তিনি বলেন, দেশের বিভিন্ন স্থানে এ বিষয়ে আলোচনা হয়েছে। সংশ্লিষ্ট কর্তৃপক্ষ জানিয়েছে, পরিস্থিতি নিয়ন্ত্রণে সব ধরনের ব্যবস্থা নেওয়া হচ্ছে। স্থানীয় বাসিন্দারা জানান, ঘটনার পর থেকে এলাকায় উদ্বেগ বিরাজ করছে। প্রশাসনের পক্ষ থেকে বলা হয়েছে, তদন্ত শেষে প্রকৃত কারণ জানা যাবে এবং দায়ীদের বিরুদ্ধে আইনানুগ ব্যবস্থা নেওয়া হবে।	[24, 168, 272, 227]
story-paragraph: এ সময় তিনি বলেন, দেশের বিভিন্ন স্থানে এ বিষয়ে আলোচনা হয়েছে। সংশ্লিষ্ট কর্তৃপক্ষ জানিয়েছে, পরিস্থিতি নিয়ন্ত্রণে সব ধরনের ব্যবস্থা নেওয়া হচ্ছে। স্থানীয় বাসিন্দারা জানান, ঘটনার পর থেকে এলাকায় উদ্বেগ বিরাজ করছে। প্রশাসনের পক্ষ থেকে বলা হয়েছে, তদন্ত শেষে প্রকৃত কারণ জানা যাবে এবং দায়ীদের বিরুদ্ধে আইনানুগ ব্যবস্থা নেওয়া হবে।	[831, 1014, 1079, 1072]
story-paragraph: এ সময় তিনি বলেন, দেশের বিভিন্ন স্থানে এ বিষয়ে আলোচনা হয়েছে। সংশ্লিষ্ট কর্তৃপক্ষ জানিয়েছে, পরিস্থিতি নিয়ন্ত্রণে সব ধরনের ব্যবস্থা নেওয়া হচ্ছে। স্থানীয় বাসিন্দারা জানান, ঘটনার পর থেকে এলাকায় উদ্বেগ বিরাজ করছে। প্রশাসনের পক্ষ থেকে বলা হয়েছে, তদন্ত শেষে প্রকৃত কারণ জানা যাবে এবং দায়ীদের বিরুদ্ধে আইনানুগ ব্যবস্থা নেওয়া হবে।	[280, 1970, 548, 2029]
news-story	[24, 1322, 272, 1422]
continuation-note: ১ম পাতার পর	[778, 1769, 823, 1778]
story-body	[280, 848, 548, 1156]
continuation-note: ১ম পাতার পর	[1034, 85, 1079, 95]
story-paragraph: এ সময় তিনি বলেন, দেশের বিভিন্ন স্থানে এ বিষয়ে আলোচনা হয়েছে। সংশ্লিষ্ট কর্তৃপক্ষ জানিয়েছে, পরিস্থিতি নিয়ন্ত্রণে সব ধরনের ব্যবস্থা নেওয়া হচ্ছে। স্থানীয় বাসিন্দারা জানান, ঘটনার পর থেকে এলাকায় উদ্বেগ বিরাজ করছে। প্রশাসনের পক্ষ থেকে বলা হয়েছে, তদন্ত শেষে প্রকৃত কারণ জানা যাবে এবং দায়ীদের বিরুদ্ধে আইনানুগ ব্যবস্থা নেওয়া হবে।	[24, 772, 272, 831]
story-headline: ভোটার তালিকায়	[349, 700, 478, 723]
story-paragraph: এ সময় তিনি বলেন, দেশের বিভিন্ন স্থানে এ বিষয়ে আলোচনা হয়েছে। সংশ্লিষ্ট কর্তৃপক্ষ জানিয়েছে, পরিস্থিতি নিয়ন্ত্রণে সব ধরনের ব্যবস্থা নেওয়া হচ্ছে। স্থানীয় বাসিন্দারা জানান, ঘটনার পর থেকে এলাকায় উদ্বেগ বিরাজ করছে। প্রশাসনের পক্ষ থেকে বলা হয়েছে, তদন্ত শেষে প্রকৃত কারণ জানা যাবে এবং দায়ীদের বিরুদ্ধে আইনানুগ ব্যবস্থা নেওয়া হবে।	[280, 2094, 548, 2153]
story-paragraph: এ সময় তিনি বলেন, দেশের বিভিন্ন স্থানে এ বিষয়ে আলোচনা হয়েছে। সংশ্লিষ্ট কর্তৃপক্ষ জানিয়েছে, পরিস্থিতি নিয়ন্ত্রণে সব ধরনের ব্যবস্থা নেওয়া হচ্ছে। স্থানীয় বাসিন্দারা জানান, ঘটনার পর থেকে এলাকায় উদ্বেগ বিরাজ করছে। প্রশাসনের পক্ষ থেকে বলা হয়েছে, তদন্ত শেষে প্রকৃত কারণ জানা যাবে এবং দায়ীদের বিরুদ্ধে আইনানুগ ব্যবস্থা নেওয়া হবে।	[280, 1535, 548, 1594]
story-paragraph: এ সময় তিনি বলেন, দেশের বিভিন্ন স্থানে এ বিষয়ে আলোচনা হয়েছে। সংশ্লিষ্ট কর্তৃপক্ষ জানিয়েছে, পরিস্থিতি নিয়ন্ত্রণে সব ধরনের ব্যবস্থা নেওয়া হচ্ছে। স্থানীয় বাসিন্দারা জানান, ঘটনার পর থেকে এলাকায় উদ্বেগ বিরাজ করছে। প্রশাসনের পক্ষ থেকে বলা হয়েছে, তদন্ত শেষে প্রকৃত কারণ জানা যাবে এবং দায়ীদের বিরুদ্ধে আইনানুগ ব্যবস্থা নেওয়া হবে।	[831, 1324, 1079, 1383]
story-body	[831, 1680, 1079, 1865]
story-paragraph: এ সময় তিনি বলেন, দেশের বিভিন্ন স্থানে এ বিষয়ে আলোচনা হয়েছে। সংশ্লিষ্ট কর্তৃপক্ষ জানিয়েছে, পরিস্থিতি নিয়ন্ত্রণে সব ধরনের ব্যবস্থা নেওয়া হচ্ছে। স্থানীয় বাসিন্দারা জানান, ঘটনার পর থেকে এলাকায় উদ্বেগ বিরাজ করছে। প্রশাসনের পক্ষ থেকে বলা হয়েছে, তদন্ত শেষে প্রকৃত কারণ জানা যাবে এবং দায়ীদের বিরুদ্ধে আইনানুগ ব্যবস্থা নেওয়া হবে।	[280, 1908, 548, 1966]
story-paragraph: এ সময় তিনি বলেন, দেশের বিভিন্ন স্থানে এ বিষয়ে আলোচনা হয়েছে। সংশ্লিষ্ট কর্তৃপক্ষ জানিয়েছে, পরিস্থিতি নিয়ন্ত্রণে সব ধরনের ব্যবস্থা নেওয়া হচ্ছে। স্থানীয় বাসিন্দারা জানান, ঘটনার পর থেকে এলাকায় উদ্বেগ বিরাজ করছে। প্রশাসনের পক্ষ থেকে বলা হয়েছে, তদন্ত শেষে প্রকৃত কারণ জানা যাবে এবং দায়ীদের বিরুদ্ধে আইনানুগ ব্যবস্থা নেওয়া হবে।	[280, 1660, 548, 1718]
story-paragraph: এ সময় তিনি বলেন, দেশের বিভিন্ন স্থানে এ বিষয়ে আলোচনা হয়েছে। সংশ্লিষ্ট কর্তৃপক্ষ জানিয়েছে, পরিস্থিতি নিয়ন্ত্রণে সব ধরনের ব্যবস্থা নেওয়া হচ্ছে। স্থানীয় বাসিন্দারা জানান, ঘটনার পর থেকে এলাকায় উদ্বেগ বিরাজ করছে। প্রশাসনের পক্ষ থেকে বলা হয়েছে, তদন্ত শেষে প্রকৃত কারণ জানা যাবে এবং দায়ীদের বিরুদ্ধে আইনানুগ ব্যবস্থা নেওয়া হবে।	[24, 648, 272, 707]
story-body	[280, 1368, 548, 1491]
story-paragraph: এ সময় তিনি বলেন, দেশের বিভিন্ন স্থানে এ বিষয়ে আলোচনা হয়েছে। সংশ্লিষ্ট কর্তৃপক্ষ জানিয়েছে, পরিস্থিতি নিয়ন্ত্রণে সব ধরনের ব্যবস্থা নেওয়া হচ্ছে। স্থানীয় বাসিন্দারা জানান, ঘটনার পর থেকে এলাকায় উদ্বেগ বিরাজ করছে। প্রশাসনের পক্ষ থেকে বলা হয়েছে, তদন্ত শেষে প্রকৃত কারণ জানা যাবে এবং দায়ীদের বিরুদ্ধে আইনানুগ ব্যবস্থা নেওয়া হবে।	[280, 972, 548, 1031]
story-paragraph: এ সময় তিনি বলেন, দেশের বিভিন্ন স্থানে এ বিষয়ে আলোচনা হয়েছে। সংশ্লিষ্ট কর্তৃপক্ষ জানিয়েছে, পরিস্থিতি নিয়ন্ত্রণে সব ধরনের ব্যবস্থা নেওয়া হচ্ছে। স্থানীয় বাসিন্দারা জানান, ঘটনার পর থেকে এলাকায় উদ্বেগ বিরাজ করছে। প্রশাসনের পক্ষ থেকে বলা হয়েছে, তদন্ত শেষে প্রকৃত কারণ জানা যাবে এবং দায়ীদের বিরুদ্ধে আইনানুগ ব্যবস্থা নেওয়া হবে।	[280, 2156, 548, 2214]
news-story	[24, 1545, 272, 2137]
continuation-note: ১ম পাতার পর	[778, 873, 823, 882]
story-body	[24, 106, 272, 477]
story-paragraph: এ সময় তিনি বলেন, দেশের বিভিন্ন স্থানে এ বিষয়ে আলোচনা হয়েছে। সংশ্লিষ্ট কর্তৃপক্ষ জানিয়েছে, পরিস্থিতি নিয়ন্ত্রণে সব ধরনের ব্যবস্থা নেওয়া হচ্ছে। স্থানীয় বাসিন্দারা জানান, ঘটনার পর থেকে এলাকায় উদ্বেগ বিরাজ করছে। প্রশাসনের পক্ষ থেকে বলা হয়েছে, তদন্ত শেষে প্রকৃত কারণ জানা যাবে এবং দায়ীদের বিরুদ্ধে আইনানুগ ব্যবস্থা নেওয়া হবে।	[555, 1677, 823, 1736]
story-paragraph: এ সময় তিনি বলেন, দেশের বিভিন্ন স্থানে এ বিষয়ে আলোচনা হয়েছে। সংশ্লিষ্ট কর্তৃপক্ষ জানিয়েছে, পরিস্থিতি নিয়ন্ত্রণে সব ধরনের ব্যবস্থা নেওয়া হচ্ছে। স্থানীয় বাসিন্দারা জানান, ঘটনার পর থেকে এলাকায় উদ্বেগ বিরাজ করছে। প্রশাসনের পক্ষ থেকে বলা হয়েছে, তদন্ত শেষে প্রকৃত কারণ জানা যাবে এবং দায়ীদের বিরুদ্ধে আইনানুগ ব্যবস্থা নেওয়া হবে।	[555, 2454, 823, 2512]
story-paragraph: এ সময় তিনি বলেন, দেশের বিভিন্ন স্থানে এ বিষয়ে আলোচনা হয়েছে। সংশ্লিষ্ট কর্তৃপক্ষ জানিয়েছে, পরিস্থিতি নিয়ন্ত্রণে সব ধরনের ব্যবস্থা নেওয়া হচ্ছে। স্থানীয় বাসিন্দারা জানান, ঘটনার পর থেকে এলাকায় উদ্বেগ বিরাজ করছে। প্রশাসনের পক্ষ থেকে বলা হয়েছে, তদন্ত শেষে প্রকৃত কারণ জানা যাবে এবং দায়ীদের বিরুদ্ধে আইনানুগ ব্যবস্থা নেওয়া হবে।	[831, 1262, 1079, 1321]
story-paragraph: এ সময় তিনি বলেন, দেশের বিভিন্ন স্থানে এ বিষয়ে আলোচনা হয়েছে। সংশ্লিষ্ট কর্তৃপক্ষ জানিয়েছে, পরিস্থিতি নিয়ন্ত্রণে সব ধরনের ব্যবস্থা নেওয়া হচ্ছে। স্থানীয় বাসিন্দারা জানান, ঘটনার পর থেকে এলাকায় উদ্বেগ বিরাজ করছে। প্রশাসনের পক্ষ থেকে বলা হয়েছে, তদন্ত শেষে প্রকৃত কারণ জানা যাবে এবং দায়ীদের বিরুদ্ধে আইনানুগ ব্যবস্থা নেওয়া হবে।	[280, 2342, 548, 2401]
story-headline: আন্তর্জাতিক সংবাদমাধ্যমে উত্তরার	[555, 2413, 823, 2437]
story-paragraph: এ সময় তিনি বলেন, দেশের বিভিন্ন স্থানে এ বিষয়ে আলোচনা হয়েছে। সংশ্লিষ্ট কর্তৃপক্ষ জানিয়েছে, পরিস্থিতি নিয়ন্ত্রণে সব ধরনের ব্যবস্থা নেওয়া হচ্ছে। স্থানীয় বাসিন্দারা জানান, ঘটনার পর থেকে এলাকায় উদ্বেগ বিরাজ করছে। প্রশাসনের পক্ষ থেকে বলা হয়েছে, তদন্ত শেষে প্রকৃত কারণ জানা যাবে এবং দায়ীদের বিরুদ্ধে আইনানুগ ব্যবস্থা নেওয়া হবে।	[831, 658, 1079, 716]
story-paragraph: এ সময় তিনি বলেন, দেশের বিভিন্ন স্থানে এ বিষয়ে আলোচনা হয়েছে। সংশ্লিষ্ট কর্তৃপক্ষ জানিয়েছে, পরিস্থিতি নিয়ন্ত্রণে সব ধরনের ব্যবস্থা নেওয়া হচ্ছে। স্থানীয় বাসিন্দারা জানান, ঘটনার পর থেকে এলাকায় উদ্বেগ বিরাজ করছে। প্রশাসনের পক্ষ থেকে বলা হয়েছে, তদন্ত শেষে প্রকৃত কারণ জানা যাবে এবং দায়ীদের বিরুদ্ধে আইনানুগ ব্যবস্থা নেওয়া হবে।	[555, 1073, 823, 1132]
news-story	[555, 854, 823, 1382]
story-paragraph: এ সময় তিনি বলেন, দেশের বিভিন্ন স্থানে এ বিষয়ে আলোচনা হয়েছে। সংশ্লিষ্ট কর্তৃপক্ষ জানিয়েছে, পরিস্থিতি নিয়ন্ত্রণে সব ধরনের ব্যবস্থা নেওয়া হচ্ছে। স্থানীয় বাসিন্দারা জানান, ঘটনার পর থেকে এলাকায় উদ্বেগ বিরাজ করছে। প্রশাসনের পক্ষ থেকে বলা হয়েছে, তদন্ত শেষে প্রকৃত কারণ জানা যাবে এবং দায়ীদের বিরুদ্ধে আইনানুগ ব্যবস্থা নেওয়া হবে।	[831, 472, 1079, 530]
masthead	[24, 11, 1079, 57]
story-headline: ফেনীসহ তিন জেলায়	[67, 1320, 228, 1344]
story-paragraph: এ সময় তিনি বলেন, দেশের বিভিন্ন স্থানে এ বিষয়ে আলোচনা হয়েছে। সংশ্লিষ্ট কর্তৃপক্ষ জানিয়েছে, পরিস্থিতি নিয়ন্ত্রণে সব ধরনের ব্যবস্থা নেওয়া হচ্ছে। স্থানীয় বাসিন্দারা জানান, ঘটনার পর থেকে এলাকায় উদ্বেগ বিরাজ করছে। প্রশাসনের পক্ষ থেকে বলা হয়েছে, তদন্ত শেষে প্রকৃত কারণ জানা যাবে এবং দায়ীদের বিরুদ্ধে আইনানুগ ব্যবস্থা নেওয়া হবে।	[280, 1097, 548, 1155]
story-paragraph: এ সময় তিনি বলেন, দেশের বিভিন্ন স্থানে এ বিষয়ে আলোচনা হয়েছে। সংশ্লিষ্ট কর্তৃপক্ষ জানিয়েছে, পরিস্থিতি নিয়ন্ত্রণে সব ধরনের ব্যবস্থা নেওয়া হচ্ছে। স্থানীয় বাসিন্দারা জানান, ঘটনার পর থেকে এলাকায় উদ্বেগ বিরাজ করছে। প্রশাসনের পক্ষ থেকে বলা হয়েছে, তদন্ত শেষে প্রকৃত কারণ জানা যাবে এবং দায়ীদের বিরুদ্ধে আইনানুগ ব্যবস্থা নেওয়া হবে।	[831, 720, 1079, 778]
story-paragraph: এ সময় তিনি বলেন, দেশের বিভিন্ন স্থানে এ বিষয়ে আলোচনা হয়েছে। সংশ্লিষ্ট কর্তৃপক্ষ জানিয়েছে, পরিস্থিতি নিয়ন্ত্রণে সব ধরনের ব্যবস্থা নেওয়া হচ্ছে। স্থানীয় বাসিন্দারা জানান, ঘটনার পর থেকে এলাকায় উদ্বেগ বিরাজ করছে। প্রশাসনের পক্ষ থেকে বলা হয়েছে, তদন্ত শেষে প্রকৃত কারণ জানা যাবে এবং দায়ীদের বিরুদ্ধে আইনানুগ ব্যবস্থা নেওয়া হবে।	[831, 1805, 1079, 1863]
story-separator	[555, 1388, 823, 1389]
news-story	[280, 812, 548, 1156]
story-paragraph: এ সময় তিনি বলেন, দেশের বিভিন্ন স্থানে এ বিষয়ে আলোচনা হয়েছে। সংশ্লিষ্ট কর্তৃপক্ষ জানিয়েছে, পরিস্থিতি নিয়ন্ত্রণে সব ধরনের ব্যবস্থা নেওয়া হচ্ছে। স্থানীয় বাসিন্দারা জানান, ঘটনার পর থেকে এলাকায় উদ্বেগ বিরাজ করছে। প্রশাসনের পক্ষ থেকে বলা হয়েছে, তদন্ত শেষে প্রকৃত কারণ জানা যাবে এবং দায়ীদের বিরুদ্ধে আইনানুগ ব্যবস্থা নেওয়া হবে।	[555, 949, 823, 1008]
story-paragraph: এ সময় তিনি বলেন, দেশের বিভিন্ন স্থানে এ বিষয়ে আলোচনা হয়েছে। সংশ্লিষ্ট কর্তৃপক্ষ জানিয়েছে, পরিস্থিতি নিয়ন্ত্রণে সব ধরনের ব্যবস্থা নেওয়া হচ্ছে। স্থানীয় বাসিন্দারা জানান, ঘটনার পর থেকে এলাকায় উদ্বেগ বিরাজ করছে। প্রশাসনের পক্ষ থেকে বলা হয়েছে, তদন্ত শেষে প্রকৃত কারণ জানা যাবে এবং দায়ীদের বিরুদ্ধে আইনানুগ ব্যবস্থা নেওয়া হবে।	[831, 1572, 1079, 1631]
story-body	[555, 1782, 823, 2401]
story-separator	[280, 1330, 548, 1331]
story-paragraph: এ সময় তিনি বলেন, দেশের বিভিন্ন স্থানে এ বিষয়ে আলোচনা হয়েছে। সংশ্লিষ্ট কর্তৃপক্ষ জানিয়েছে, পরিস্থিতি নিয়ন্ত্রণে সব ধরনের ব্যবস্থা নেওয়া হচ্ছে। স্থানীয় বাসিন্দারা জানান, ঘটনার পর থেকে এলাকায় উদ্বেগ বিরাজ করছে। প্রশাসনের পক্ষ থেকে বলা হয়েছে, তদন্ত শেষে প্রকৃত কারণ জানা যাবে এবং দায়ীদের বিরুদ্ধে আইনানুগ ব্যবস্থা নেওয়া হবে।	[280, 269, 548, 328]
story-headline: মানববর্জ্য ভূগর্ভে পাঠানোর	[64, 488, 232, 507]
column-1	[24, 63, 272, 2136]
story-headline: গোটা বিশ্ব ভারতের সামরিক শক্তি	[585, 1393, 793, 1412]
news-story	[24, 488, 272, 1019]
story-paragraph: এ সময় তিনি বলেন, দেশের বিভিন্ন স্থানে এ বিষয়ে আলোচনা হয়েছে। সংশ্লিষ্ট কর্তৃপক্ষ জানিয়েছে, পরিস্থিতি নিয়ন্ত্রণে সব ধরনের ব্যবস্থা নেওয়া হচ্ছে। স্থানীয় বাসিন্দারা জানান, ঘটনার পর থেকে এলাকায় উদ্বেগ বিরাজ করছে। প্রশাসনের পক্ষ থেকে বলা হয়েছে, তদন্ত শেষে প্রকৃত কারণ জানা যাবে এবং দায়ীদের বিরুদ্ধে আইনানুগ ব্যবস্থা নেওয়া হবে।	[24, 586, 272, 644]
story-paragraph: এ সময় তিনি বলেন, দেশের বিভিন্ন স্থানে এ বিষয়ে আলোচনা হয়েছে। সংশ্লিষ্ট কর্তৃপক্ষ জানিয়েছে, পরিস্থিতি নিয়ন্ত্রণে সব ধরনের ব্যবস্থা নেওয়া হচ্ছে। স্থানীয় বাসিন্দারা জানান, ঘটনার পর থেকে এলাকায় উদ্বেগ বিরাজ করছে। প্রশাসনের পক্ষ থেকে বলা হয়েছে, তদন্ত শেষে প্রকৃত কারণ জানা যাবে এবং দায়ীদের বিরুদ্ধে আইনানুগ ব্যবস্থা নেওয়া হবে।	[280, 2404, 548, 2463]
story-paragraph: এ সময় তিনি বলেন, দেশের বিভিন্ন স্থানে এ বিষয়ে আলোচনা হয়েছে। সংশ্লিষ্ট কর্তৃপক্ষ জানিয়েছে, পরিস্থিতি নিয়ন্ত্রণে সব ধরনের ব্যবস্থা নেওয়া হচ্ছে। স্থানীয় বাসিন্দারা জানান, ঘটনার পর থেকে এলাকায় উদ্বেগ বিরাজ করছে। প্রশাসনের পক্ষ থেকে বলা হয়েছে, তদন্ত শেষে প্রকৃত কারণ জানা যাবে এবং দায়ীদের বিরুদ্ধে আইনানুগ ব্যবস্থা নেওয়া হবে।	[280, 1784, 548, 1843]
story-paragraph: এ সময় তিনি বলেন, দেশের বিভিন্ন স্থানে এ বিষয়ে আলোচনা হয়েছে। সংশ্লিষ্ট কর্তৃপক্ষ জানিয়েছে, পরিস্থিতি নিয়ন্ত্রণে সব ধরনের ব্যবস্থা নেওয়া হচ্ছে। স্থানীয় বাসিন্দারা জানান, ঘটনার পর থেকে এলাকায় উদ্বেগ বিরাজ করছে। প্রশাসনের পক্ষ থেকে বলা হয়েছে, তদন্ত শেষে প্রকৃত কারণ জানা যাবে এবং দায়ীদের বিরুদ্ধে আইনানুগ ব্যবস্থা নেওয়া হবে।	[280, 1721, 548, 1780]
continuation-note: ১ম পাতার পর	[1034, 1000, 1079, 1009]
story-paragraph: এ সময় তিনি বলেন, দেশের বিভিন্ন স্থানে এ বিষয়ে আলোচনা হয়েছে। সংশ্লিষ্ট কর্তৃপক্ষ জানিয়েছে, পরিস্থিতি নিয়ন্ত্রণে সব ধরনের ব্যবস্থা নেওয়া হচ্ছে। স্থানীয় বাসিন্দারা জানান, ঘটনার পর থেকে এলাকায় উদ্বেগ বিরাজ করছে। প্রশাসনের পক্ষ থেকে বলা হয়েছে, তদন্ত শেষে প্রকৃত কারণ জানা যাবে এবং দায়ীদের বিরুদ্ধে আইনানুগ ব্যবস্থা নেওয়া হবে।	[280, 1264, 548, 1322]
story-body	[280, 1535, 548, 2527]
story-separator	[831, 1871, 1079, 1872]
continuation-note: শেষ পাতার পর	[500, 1354, 548, 1364]
story-paragraph: এ সময় তিনি বলেন, দেশের বিভিন্ন স্থানে এ বিষয়ে আলোচনা হয়েছে। সংশ্লিষ্ট কর্তৃপক্ষ জানিয়েছে, পরিস্থিতি নিয়ন্ত্রণে সব ধরনের ব্যবস্থা নেওয়া হচ্ছে। স্থানীয় বাসিন্দারা জানান, ঘটনার পর থেকে এলাকায় উদ্বেগ বিরাজ করছে। প্রশাসনের পক্ষ থেকে বলা হয়েছে, তদন্ত শেষে প্রকৃত কারণ জানা যাবে এবং দায়ীদের বিরুদ্ধে আইনানুগ ব্যবস্থা নেওয়া হবে।	[555, 1616, 823, 1674]
story-paragraph: এ সময় তিনি বলেন, দেশের বিভিন্ন স্থানে এ বিষয়ে আলোচনা হয়েছে। সংশ্লিষ্ট কর্তৃপক্ষ জানিয়েছে, পরিস্থিতি নিয়ন্ত্রণে সব ধরনের ব্যবস্থা নেওয়া হচ্ছে। স্থানীয় বাসিন্দারা জানান, ঘটনার পর থেকে এলাকায় উদ্বেগ বিরাজ করছে। প্রশাসনের পক্ষ থেকে বলা হয়েছে, তদন্ত শেষে প্রকৃত কারণ জানা যাবে এবং দায়ীদের বিরুদ্ধে আইনানুগ ব্যবস্থা নেওয়া হবে।	[555, 1429, 823, 1488]
brand-part-2: প্রত্যাশা	[954, 23, 1024, 50]
continuation-note: শেষ পাতার পর	[500, 254, 548, 264]
story-separator	[280, 231, 548, 232]
story-body	[280, 566, 548, 689]
brand-part-1: আজকের	[866, 23, 955, 50]
story-paragraph: এ সময় তিনি বলেন, দেশের বিভিন্ন স্থানে এ বিষয়ে আলোচনা হয়েছে। সংশ্লিষ্ট কর্তৃপক্ষ জানিয়েছে, পরিস্থিতি নিয়ন্ত্রণে সব ধরনের ব্যবস্থা নেওয়া হচ্ছে। স্থানীয় বাসিন্দারা জানান, ঘটনার পর থেকে এলাকায় উদ্বেগ বিরাজ করছে। প্রশাসনের পক্ষ থেকে বলা হয়েছে, তদন্ত শেষে প্রকৃত কারণ জানা যাবে এবং দায়ীদের বিরুদ্ধে আইনানুগ ব্যবস্থা নেওয়া হবে।	[555, 347, 823, 406]
story-paragraph: এ সময় তিনি বলেন, দেশের বিভিন্ন স্থানে এ বিষয়ে আলোচনা হয়েছে। সংশ্লিষ্ট কর্তৃপক্ষ জানিয়েছে, পরিস্থিতি নিয়ন্ত্রণে সব ধরনের ব্যবস্থা নেওয়া হচ্ছে। স্থানীয় বাসিন্দারা জানান, ঘটনার পর থেকে এলাকায় উদ্বেগ বিরাজ করছে। প্রশাসনের পক্ষ থেকে বলা হয়েছে, তদন্ত শেষে প্রকৃত কারণ জানা যাবে এবং দায়ীদের বিরুদ্ধে আইনানুগ ব্যবস্থা নেওয়া হবে।	[280, 164, 548, 223]
news-story	[280, 701, 548, 801]
story-paragraph: এ সময় তিনি বলেন, দেশের বিভিন্ন স্থানে এ বিষয়ে আলোচনা হয়েছে। সংশ্লিষ্ট কর্তৃপক্ষ জানিয়েছে, পরিস্থিতি নিয়ন্ত্রণে সব ধরনের ব্যবস্থা নেওয়া হচ্ছে। স্থানীয় বাসিন্দারা জানান, ঘটনার পর থেকে এলাকায় উদ্বেগ বিরাজ করছে। প্রশাসনের পক্ষ থেকে বলা হয়েছে, তদন্ত শেষে প্রকৃত কারণ জানা যাবে এবং দায়ীদের বিরুদ্ধে আইনানুগ ব্যবস্থা নেওয়া হবে।	[831, 223, 1079, 282]
story-body	[24, 1063, 272, 1309]
story-paragraph: এ সময় তিনি বলেন, দেশের বিভিন্ন স্থানে এ বিষয়ে আলোচনা হয়েছে। সংশ্লিষ্ট কর্তৃপক্ষ জানিয়েছে, পরিস্থিতি নিয়ন্ত্রণে সব ধরনের ব্যবস্থা নেওয়া হচ্ছে। স্থানীয় বাসিন্দারা জানান, ঘটনার পর থেকে এলাকায় উদ্বেগ বিরাজ করছে। প্রশাসনের পক্ষ থেকে বলা হয়েছে, তদন্ত শেষে প্রকৃত কারণ জানা যাবে এবং দায়ীদের বিরুদ্ধে আইনানুগ ব্যবস্থা নেওয়া হবে।	[555, 533, 823, 592]
story-paragraph: এ সময় তিনি বলেন, দেশের বিভিন্ন স্থানে এ বিষয়ে আলোচনা হয়েছে। সংশ্লিষ্ট কর্তৃপক্ষ জানিয়েছে, পরিস্থিতি নিয়ন্ত্রণে সব ধরনের ব্যবস্থা নেওয়া হচ্ছে। স্থানীয় বাসিন্দারা জানান, ঘটনার পর থেকে এলাকায় উদ্বেগ বিরাজ করছে। প্রশাসনের পক্ষ থেকে বলা হয়েছে, তদন্ত শেষে প্রকৃত কারণ জানা যাবে এবং দায়ীদের বিরুদ্ধে আইনানুগ ব্যবস্থা নেওয়া হবে।	[24, 1249, 272, 1308]
story-separator	[831, 1639, 1079, 1640]
story-paragraph: এ সময় তিনি বলেন, দেশের বিভিন্ন স্থানে এ বিষয়ে আলোচনা হয়েছে। সংশ্লিষ্ট কর্তৃপক্ষ জানিয়েছে, পরিস্থিতি নিয়ন্ত্রণে সব ধরনের ব্যবস্থা নেওয়া হচ্ছে। স্থানীয় বাসিন্দারা জানান, ঘটনার পর থেকে এলাকায় উদ্বেগ বিরাজ করছে। প্রশাসনের পক্ষ থেকে বলা হয়েছে, তদন্ত শেষে প্রকৃত কারণ জানা যাবে এবং দায়ীদের বিরুদ্ধে আইনানুগ ব্যবস্থা নেওয়া হবে।	[555, 472, 823, 530]
continuation-note: শেষ পাতার পর	[500, 834, 548, 844]
story-paragraph: এ সময় তিনি বলেন, দেশের বিভিন্ন স্থানে এ বিষয়ে আলোচনা হয়েছে। সংশ্লিষ্ট কর্তৃপক্ষ জানিয়েছে, পরিস্থিতি নিয়ন্ত্রণে সব ধরনের ব্যবস্থা নেওয়া হচ্ছে। স্থানীয় বাসিন্দারা জানান, ঘটনার পর থেকে এলাকায় উদ্বেগ বিরাজ করছে। প্রশাসনের পক্ষ থেকে বলা হয়েছে, তদন্ত শেষে প্রকৃত কারণ জানা যাবে এবং দায়ীদের বিরুদ্ধে আইনানুগ ব্যবস্থা নেওয়া হবে।	[24, 292, 272, 351]
story-paragraph: এ সময় তিনি বলেন, দেশের বিভিন্ন স্থানে এ বিষয়ে আলোচনা হয়েছে। সংশ্লিষ্ট কর্তৃপক্ষ জানিয়েছে, পরিস্থিতি নিয়ন্ত্রণে সব ধরনের ব্যবস্থা নেওয়া হচ্ছে। স্থানীয় বাসিন্দারা জানান, ঘটনার পর থেকে এলাকায় উদ্বেগ বিরাজ করছে। প্রশাসনের পক্ষ থেকে বলা হয়েছে, তদন্ত শেষে প্রকৃত কারণ জানা যাবে এবং দায়ীদের বিরুদ্ধে আইনানুগ ব্যবস্থা নেওয়া হবে।	[24, 1472, 272, 1531]
news-story	[280, 1168, 548, 1323]
story-paragraph: এ সময় তিনি বলেন, দেশের বিভিন্ন স্থানে এ বিষয়ে আলোচনা হয়েছে। সংশ্লিষ্ট কর্তৃপক্ষ জানিয়েছে, পরিস্থিতি নিয়ন্ত্রণে সব ধরনের ব্যবস্থা নেওয়া হচ্ছে। স্থানীয় বাসিন্দারা জানান, ঘটনার পর থেকে এলাকায় উদ্বেগ বিরাজ করছে। প্রশাসনের পক্ষ থেকে বলা হয়েছে, তদন্ত শেষে প্রকৃত কারণ জানা যাবে এবং দায়ীদের বিরুদ্ধে আইনানুগ ব্যবস্থা নেওয়া হবে।	[280, 1846, 548, 1904]
story-body	[831, 1909, 1079, 2093]
story-paragraph: এ সময় তিনি বলেন, দেশের বিভিন্ন স্থানে এ বিষয়ে আলোচনা হয়েছে। সংশ্লিষ্ট কর্তৃপক্ষ জানিয়েছে, পরিস্থিতি নিয়ন্ত্রণে সব ধরনের ব্যবস্থা নেওয়া হচ্ছে। স্থানীয় বাসিন্দারা জানান, ঘটনার পর থেকে এলাকায় উদ্বেগ বিরাজ করছে। প্রশাসনের পক্ষ থেকে বলা হয়েছে, তদন্ত শেষে প্রকৃত কারণ জানা যাবে এবং দায়ীদের বিরুদ্ধে আইনানুগ ব্যবস্থা নেওয়া হবে।	[555, 161, 823, 220]
story-paragraph: এ সময় তিনি বলেন, দেশের বিভিন্ন স্থানে এ বিষয়ে আলোচনা হয়েছে। সংশ্লিষ্ট কর্তৃপক্ষ জানিয়েছে, পরিস্থিতি নিয়ন্ত্রণে সব ধরনের ব্যবস্থা নেওয়া হচ্ছে। স্থানীয় বাসিন্দারা জানান, ঘটনার পর থেকে এলাকায় উদ্বেগ বিরাজ করছে। প্রশাসনের পক্ষ থেকে বলা হয়েছে, তদন্ত শেষে প্রকৃত কারণ জানা যাবে এবং দায়ীদের বিরুদ্ধে আইনানুগ ব্যবস্থা নেওয়া হবে।	[24, 896, 272, 955]
page-number: ৭	[1035, 14, 1079, 54]
continuation-note: ১ম পাতার পর	[1034, 1895, 1079, 1905]
story-headline: জামায়াতের সমাবেশে অংশ নিয়ে	[312, 66, 515, 85]
story-paragraph: এ সময় তিনি বলেন, দেশের বিভিন্ন স্থানে এ বিষয়ে আলোচনা হয়েছে। সংশ্লিষ্ট কর্তৃপক্ষ জানিয়েছে, পরিস্থিতি নিয়ন্ত্রণে সব ধরনের ব্যবস্থা নেওয়া হচ্ছে। স্থানীয় বাসিন্দারা জানান, ঘটনার পর থেকে এলাকায় উদ্বেগ বিরাজ করছে। প্রশাসনের পক্ষ থেকে বলা হয়েছে, তদন্ত শেষে প্রকৃত কারণ জানা যাবে এবং দায়ীদের বিরুদ্ধে আইনানুগ ব্যবস্থা নেওয়া হবে।	[280, 455, 548, 514]
story-paragraph: এ সময় তিনি বলেন, দেশের বিভিন্ন স্থানে এ বিষয়ে আলোচনা হয়েছে। সংশ্লিষ্ট কর্তৃপক্ষ জানিয়েছে, পরিস্থিতি নিয়ন্ত্রণে সব ধরনের ব্যবস্থা নেওয়া হচ্ছে। স্থানীয় বাসিন্দারা জানান, ঘটনার পর থেকে এলাকায় উদ্বেগ বিরাজ করছে। প্রশাসনের পক্ষ থেকে বলা হয়েছে, তদন্ত শেষে প্রকৃত কারণ জানা যাবে এবং দায়ীদের বিরুদ্ধে আইনানুগ ব্যবস্থা নেওয়া হবে।	[555, 1553, 823, 1612]
story-paragraph: এ সময় তিনি বলেন, দেশের বিভিন্ন স্থানে এ বিষয়ে আলোচনা হয়েছে। সংশ্লিষ্ট কর্তৃপক্ষ জানিয়েছে, পরিস্থিতি নিয়ন্ত্রণে সব ধরনের ব্যবস্থা নেওয়া হচ্ছে। স্থানীয় বাসিন্দারা জানান, ঘটনার পর থেকে এলাকায় উদ্বেগ বিরাজ করছে। প্রশাসনের পক্ষ থেকে বলা হয়েছে, তদন্ত শেষে প্রকৃত কারণ জানা যাবে এবং দায়ীদের বিরুদ্ধে আইনানুগ ব্যবস্থা নেওয়া হবে।	[24, 2077, 272, 2136]
story-paragraph: এ সময় তিনি বলেন, দেশের বিভিন্ন স্থানে এ বিষয়ে আলোচনা হয়েছে। সংশ্লিষ্ট কর্তৃপক্ষ জানিয়েছে, পরিস্থিতি নিয়ন্ত্রণে সব ধরনের ব্যবস্থা নেওয়া হচ্ছে। স্থানীয় বাসিন্দারা জানান, ঘটনার পর থেকে এলাকায় উদ্বেগ বিরাজ করছে। প্রশাসনের পক্ষ থেকে বলা হয়েছে, তদন্ত শেষে প্রকৃত কারণ জানা যাবে এবং দায়ীদের বিরুদ্ধে আইনানুগ ব্যবস্থা নেওয়া হবে।	[24, 1642, 272, 1701]
news-story	[280, 1335, 548, 1490]
story-body	[555, 2453, 823, 2576]
story-paragraph: এ সময় তিনি বলেন, দেশের বিভিন্ন স্থানে এ বিষয়ে আলোচনা হয়েছে। সংশ্লিষ্ট কর্তৃপক্ষ জানিয়েছে, পরিস্থিতি নিয়ন্ত্রণে সব ধরনের ব্যবস্থা নেওয়া হচ্ছে। স্থানীয় বাসিন্দারা জানান, ঘটনার পর থেকে এলাকায় উদ্বেগ বিরাজ করছে। প্রশাসনের পক্ষ থেকে বলা হয়েছে, তদন্ত শেষে প্রকৃত কারণ জানা যাবে এবং দায়ীদের বিরুদ্ধে আইনানুগ ব্যবস্থা নেওয়া হবে।	[24, 710, 272, 769]
story-paragraph: এ সময় তিনি বলেন, দেশের বিভিন্ন স্থানে এ বিষয়ে আলোচনা হয়েছে। সংশ্লিষ্ট কর্তৃপক্ষ জানিয়েছে, পরিস্থিতি নিয়ন্ত্রণে সব ধরনের ব্যবস্থা নেওয়া হচ্ছে। স্থানীয় বাসিন্দারা জানান, ঘটনার পর থেকে এলাকায় উদ্বেগ বিরাজ করছে। প্রশাসনের পক্ষ থেকে বলা হয়েছে, তদন্ত শেষে প্রকৃত কারণ জানা যাবে এবং দায়ীদের বিরুদ্ধে আইনানুগ ব্যবস্থা নেওয়া হবে।	[831, 347, 1079, 406]
news-story	[555, 1394, 823, 1738]
story-paragraph: এ সময় তিনি বলেন, দেশের বিভিন্ন স্থানে এ বিষয়ে আলোচনা হয়েছে। সংশ্লিষ্ট কর্তৃপক্ষ জানিয়েছে, পরিস্থিতি নিয়ন্ত্রণে সব ধরনের ব্যবস্থা নেওয়া হচ্ছে। স্থানীয় বাসিন্দারা জানান, ঘটনার পর থেকে এলাকায় উদ্বেগ বিরাজ করছে। প্রশাসনের পক্ষ থেকে বলা হয়েছে, তদন্ত শেষে প্রকৃত কারণ জানা যাবে এবং দায়ীদের বিরুদ্ধে আইনানুগ ব্যবস্থা নেওয়া হবে।	[555, 1783, 823, 1841]
story-paragraph: এ সময় তিনি বলেন, দেশের বিভিন্ন স্থানে এ বিষয়ে আলোচনা হয়েছে। সংশ্লিষ্ট কর্তৃপক্ষ জানিয়েছে, পরিস্থিতি নিয়ন্ত্রণে সব ধরনের ব্যবস্থা নেওয়া হচ্ছে। স্থানীয় বাসিন্দারা জানান, ঘটনার পর থেকে এলাকায় উদ্বেগ বিরাজ করছে। প্রশাসনের পক্ষ থেকে বলা হয়েছে, তদন্ত শেষে প্রকৃত কারণ জানা যাবে এবং দায়ীদের বিরুদ্ধে আইনানুগ ব্যবস্থা নেওয়া হবে।	[280, 393, 548, 452]
story-paragraph: এ সময় তিনি বলেন, দেশের বিভিন্ন স্থানে এ বিষয়ে আলোচনা হয়েছে। সংশ্লিষ্ট কর্তৃপক্ষ জানিয়েছে, পরিস্থিতি নিয়ন্ত্রণে সব ধরনের ব্যবস্থা নেওয়া হচ্ছে। স্থানীয় বাসিন্দারা জানান, ঘটনার পর থেকে এলাকায় উদ্বেগ বিরাজ করছে। প্রশাসনের পক্ষ থেকে বলা হয়েছে, তদন্ত শেষে প্রকৃত কারণ জানা যাবে এবং দায়ীদের বিরুদ্ধে আইনানুগ ব্যবস্থা নেওয়া হবে।	[831, 1138, 1079, 1197]
story-paragraph: এ সময় তিনি বলেন, দেশের বিভিন্ন স্থানে এ বিষয়ে আলোচনা হয়েছে। সংশ্লিষ্ট কর্তৃপক্ষ জানিয়েছে, পরিস্থিতি নিয়ন্ত্রণে সব ধরনের ব্যবস্থা নেওয়া হচ্ছে। স্থানীয় বাসিন্দারা জানান, ঘটনার পর থেকে এলাকায় উদ্বেগ বিরাজ করছে। প্রশাসনের পক্ষ থেকে বলা হয়েছে, তদন্ত শেষে প্রকৃত কারণ জানা যাবে এবং দায়ীদের বিরুদ্ধে আইনানুগ ব্যবস্থা নেওয়া হবে।	[555, 596, 823, 655]
story-paragraph: এ সময় তিনি বলেন, দেশের বিভিন্ন স্থানে এ বিষয়ে আলোচনা হয়েছে। সংশ্লিষ্ট কর্তৃপক্ষ জানিয়েছে, পরিস্থিতি নিয়ন্ত্রণে সব ধরনের ব্যবস্থা নেওয়া হচ্ছে। স্থানীয় বাসিন্দারা জানান, ঘটনার পর থেকে এলাকায় উদ্বেগ বিরাজ করছে। প্রশাসনের পক্ষ থেকে বলা হয়েছে, তদন্ত শেষে প্রকৃত কারণ জানা যাবে এবং দায়ীদের বিরুদ্ধে আইনানুগ ব্যবস্থা নেওয়া হবে।	[555, 2155, 823, 2214]
continuation-note: ১ম পাতার পর	[778, 1415, 823, 1424]
story-headline: চট্টগ্রামে সাংবাদিকদের জানালেন সারজিস	[303, 236, 525, 252]
continuation-note: ১ম পাতার পর	[1034, 1666, 1079, 1676]
story-paragraph: এ সময় তিনি বলেন, দেশের বিভিন্ন স্থানে এ বিষয়ে আলোচনা হয়েছে। সংশ্লিষ্ট কর্তৃপক্ষ জানিয়েছে, পরিস্থিতি নিয়ন্ত্রণে সব ধরনের ব্যবস্থা নেওয়া হচ্ছে। স্থানীয় বাসিন্দারা জানান, ঘটনার পর থেকে এলাকায় উদ্বেগ বিরাজ করছে। প্রশাসনের পক্ষ থেকে বলা হয়েছে, তদন্ত শেষে প্রকৃত কারণ জানা যাবে এবং দায়ীদের বিরুদ্ধে আইনানুগ ব্যবস্থা নেওয়া হবে।	[831, 596, 1079, 655]
story-paragraph: এ সময় তিনি বলেন, দেশের বিভিন্ন স্থানে এ বিষয়ে আলোচনা হয়েছে। সংশ্লিষ্ট কর্তৃপক্ষ জানিয়েছে, পরিস্থিতি নিয়ন্ত্রণে সব ধরনের ব্যবস্থা নেওয়া হচ্ছে। স্থানীয় বাসিন্দারা জানান, ঘটনার পর থেকে এলাকায় উদ্বেগ বিরাজ করছে। প্রশাসনের পক্ষ থেকে বলা হয়েছে, তদন্ত শেষে প্রকৃত কারণ জানা যাবে এবং দায়ীদের বিরুদ্ধে আইনানুগ ব্যবস্থা নেওয়া হবে।	[555, 782, 823, 841]
story-paragraph: এ সময় তিনি বলেন, দেশের বিভিন্ন স্থানে এ বিষয়ে আলোচনা হয়েছে। সংশ্লিষ্ট কর্তৃপক্ষ জানিয়েছে, পরিস্থিতি নিয়ন্ত্রণে সব ধরনের ব্যবস্থা নেওয়া হচ্ছে। স্থানীয় বাসিন্দারা জানান, ঘটনার পর থেকে এলাকায় উদ্বেগ বিরাজ করছে। প্রশাসনের পক্ষ থেকে বলা হয়েছে, তদন্ত শেষে প্রকৃত কারণ জানা যাবে এবং দায়ীদের বিরুদ্ধে আইনানুগ ব্যবস্থা নেওয়া হবে।	[555, 223, 823, 282]
continuation-note: ১ম পাতার পর	[503, 1521, 548, 1531]
column-3	[555, 63, 823, 2574]
story-separator	[555, 848, 823, 849]
news-story	[24, 66, 272, 477]
story-paragraph: এ সময় তিনি বলেন, দেশের বিভিন্ন স্থানে এ বিষয়ে আলোচনা হয়েছে। সংশ্লিষ্ট কর্তৃপক্ষ জানিয়েছে, পরিস্থিতি নিয়ন্ত্রণে সব ধরনের ব্যবস্থা নেওয়া হচ্ছে। স্থানীয় বাসিন্দারা জানান, ঘটনার পর থেকে এলাকায় উদ্বেগ বিরাজ করছে। প্রশাসনের পক্ষ থেকে বলা হয়েছে, তদন্ত শেষে প্রকৃত কারণ জানা যাবে এবং দায়ীদের বিরুদ্ধে আইনানুগ ব্যবস্থা নেওয়া হবে।	[831, 1910, 1079, 1968]
story-paragraph: এ সময় তিনি বলেন, দেশের বিভিন্ন স্থানে এ বিষয়ে আলোচনা হয়েছে। সংশ্লিষ্ট কর্তৃপক্ষ জানিয়েছে, পরিস্থিতি নিয়ন্ত্রণে সব ধরনের ব্যবস্থা নেওয়া হচ্ছে। স্থানীয় বাসিন্দারা জানান, ঘটনার পর থেকে এলাকায় উদ্বেগ বিরাজ করছে। প্রশাসনের পক্ষ থেকে বলা হয়েছে, তদন্ত শেষে প্রকৃত কারণ জানা যাবে এবং দায়ীদের বিরুদ্ধে আইনানুগ ব্যবস্থা নেওয়া হবে।	[555, 658, 823, 716]
story-paragraph: এ সময় তিনি বলেন, দেশের বিভিন্ন স্থানে এ বিষয়ে আলোচনা হয়েছে। সংশ্লিষ্ট কর্তৃপক্ষ জানিয়েছে, পরিস্থিতি নিয়ন্ত্রণে সব ধরনের ব্যবস্থা নেওয়া হচ্ছে। স্থানীয় বাসিন্দারা জানান, ঘটনার পর থেকে এলাকায় উদ্বেগ বিরাজ করছে। প্রশাসনের পক্ষ থেকে বলা হয়েছে, তদন্ত শেষে প্রকৃত কারণ জানা যাবে এবং দায়ীদের বিরুদ্ধে আইনানুগ ব্যবস্থা নেওয়া হবে।	[555, 2341, 823, 2400]
story-headline: মার্কিন রাষ্ট্রদূতকে জামায়াত	[64, 1544, 232, 1564]
news-story	[831, 1876, 1079, 2094]
story-paragraph: এ সময় তিনি বলেন, দেশের বিভিন্ন স্থানে এ বিষয়ে আলোচনা হয়েছে। সংশ্লিষ্ট কর্তৃপক্ষ জানিয়েছে, পরিস্থিতি নিয়ন্ত্রণে সব ধরনের ব্যবস্থা নেওয়া হচ্ছে। স্থানীয় বাসিন্দারা জানান, ঘটনার পর থেকে এলাকায় উদ্বেগ বিরাজ করছে। প্রশাসনের পক্ষ থেকে বলা হয়েছে, তদন্ত শেষে প্রকৃত কারণ জানা যাবে এবং দায়ীদের বিরুদ্ধে আইনানুগ ব্যবস্থা নেওয়া হবে।	[24, 1767, 272, 1825]
section-title: খবর	[548, 15, 602, 50]
story-body	[280, 740, 548, 800]
issue-date: ঢাকা ২২ জুলাই ২০২৫ মঙ্গলবার ৭ শ্রাবণ ১৪৩২	[58, 28, 392, 47]
story-body	[555, 1429, 823, 1738]
story-paragraph: এ সময় তিনি বলেন, দেশের বিভিন্ন স্থানে এ বিষয়ে আলোচনা হয়েছে। সংশ্লিষ্ট কর্তৃপক্ষ জানিয়েছে, পরিস্থিতি নিয়ন্ত্রণে সব ধরনের ব্যবস্থা নেওয়া হচ্ছে। স্থানীয় বাসিন্দারা জানান, ঘটনার পর থেকে এলাকায় উদ্বেগ বিরাজ করছে। প্রশাসনের পক্ষ থেকে বলা হয়েছে, তদন্ত শেষে প্রকৃত কারণ জানা যাবে এবং দায়ীদের বিরুদ্ধে আইনানুগ ব্যবস্থা নেওয়া হবে।	[280, 848, 548, 907]
story-paragraph: এ সময় তিনি বলেন, দেশের বিভিন্ন স্থানে এ বিষয়ে আলোচনা হয়েছে। সংশ্লিষ্ট কর্তৃপক্ষ জানিয়েছে, পরিস্থিতি নিয়ন্ত্রণে সব ধরনের ব্যবস্থা নেওয়া হচ্ছে। স্থানীয় বাসিন্দারা জানান, ঘটনার পর থেকে এলাকায় উদ্বেগ বিরাজ করছে। প্রশাসনের পক্ষ থেকে বলা হয়েছে, তদন্ত শেষে প্রকৃত কারণ জানা যাবে এবং দায়ীদের বিরুদ্ধে আইনানুগ ব্যবস্থা নেওয়া হবে।	[24, 416, 272, 475]
story-paragraph: এ সময় তিনি বলেন, দেশের বিভিন্ন স্থানে এ বিষয়ে আলোচনা হয়েছে। সংশ্লিষ্ট কর্তৃপক্ষ জানিয়েছে, পরিস্থিতি নিয়ন্ত্রণে সব ধরনের ব্যবস্থা নেওয়া হচ্ছে। স্থানীয় বাসিন্দারা জানান, ঘটনার পর থেকে এলাকায় উদ্বেগ বিরাজ করছে। প্রশাসনের পক্ষ থেকে বলা হয়েছে, তদন্ত শেষে প্রকৃত কারণ জানা যাবে এবং দায়ীদের বিরুদ্ধে আইনানুগ ব্যবস্থা নেওয়া হবে।	[831, 1680, 1079, 1739]
story-paragraph: এ সময় তিনি বলেন, দেশের বিভিন্ন স্থানে এ বিষয়ে আলোচনা হয়েছে। সংশ্লিষ্ট কর্তৃপক্ষ জানিয়েছে, পরিস্থিতি নিয়ন্ত্রণে সব ধরনের ব্যবস্থা নেওয়া হচ্ছে। স্থানীয় বাসিন্দারা জানান, ঘটনার পর থেকে এলাকায় উদ্বেগ বিরাজ করছে। প্রশাসনের পক্ষ থেকে বলা হয়েছে, তদন্ত শেষে প্রকৃত কারণ জানা যাবে এবং দায়ীদের বিরুদ্ধে আইনানুগ ব্যবস্থা নেওয়া হবে।	[555, 2093, 823, 2151]
story-paragraph: এ সময় তিনি বলেন, দেশের বিভিন্ন স্থানে এ বিষয়ে আলোচনা হয়েছে। সংশ্লিষ্ট কর্তৃপক্ষ জানিয়েছে, পরিস্থিতি নিয়ন্ত্রণে সব ধরনের ব্যবস্থা নেওয়া হচ্ছে। স্থানীয় বাসিন্দারা জানান, ঘটনার পর থেকে এলাকায় উদ্বেগ বিরাজ করছে। প্রশাসনের পক্ষ থেকে বলা হয়েছে, তদন্ত শেষে প্রকৃত কারণ জানা যাবে এবং দায়ীদের বিরুদ্ধে আইনানুগ ব্যবস্থা নেওয়া হবে।	[555, 1491, 823, 1550]
story-separator	[24, 1025, 272, 1026]
continuation-note: শেষ পাতার পর	[225, 1049, 272, 1059]
continuation-note: শেষ পাতার পর	[225, 1458, 272, 1468]
story-headline: স্বজনদের গগনবিদারী আহাজারি	[855, 978, 1056, 997]
story-headline: এশিয়া কাপ নিয়ে জটিলতা: ঢাকার বৈঠক	[304, 1168, 523, 1185]
continuation-note: শেষ পাতার পর	[500, 88, 548, 97]
column-divider	[276, 63, 277, 1686]
section-banner	[496, 11, 654, 55]
story-headline: মাইলস্টোন ট্র্যাজেডিতে	[339, 812, 488, 832]
continuation-note: শেষ পাতার পর	[225, 1566, 272, 1576]
story-paragraph: এ সময় তিনি বলেন, দেশের বিভিন্ন স্থানে এ বিষয়ে আলোচনা হয়েছে। সংশ্লিষ্ট কর্তৃপক্ষ জানিয়েছে, পরিস্থিতি নিয়ন্ত্রণে সব ধরনের ব্যবস্থা নেওয়া হচ্ছে। স্থানীয় বাসিন্দারা জানান, ঘটনার পর থেকে এলাকায় উদ্বেগ বিরাজ করছে। প্রশাসনের পক্ষ থেকে বলা হয়েছে, তদন্ত শেষে প্রকৃত কারণ জানা যাবে এবং দায়ীদের বিরুদ্ধে আইনানুগ ব্যবস্থা নেওয়া হবে।	[280, 566, 548, 625]
story-paragraph: এ সময় তিনি বলেন, দেশের বিভিন্ন স্থানে এ বিষয়ে আলোচনা হয়েছে। সংশ্লিষ্ট কর্তৃপক্ষ জানিয়েছে, পরিস্থিতি নিয়ন্ত্রণে সব ধরনের ব্যবস্থা নেওয়া হচ্ছে। স্থানীয় বাসিন্দারা জানান, ঘটনার পর থেকে এলাকায় উদ্বেগ বিরাজ করছে। প্রশাসনের পক্ষ থেকে বলা হয়েছে, তদন্ত শেষে প্রকৃত কারণ জানা যাবে এবং দায়ীদের বিরুদ্ধে আইনানুগ ব্যবস্থা নেওয়া হবে।	[24, 1126, 272, 1184]
